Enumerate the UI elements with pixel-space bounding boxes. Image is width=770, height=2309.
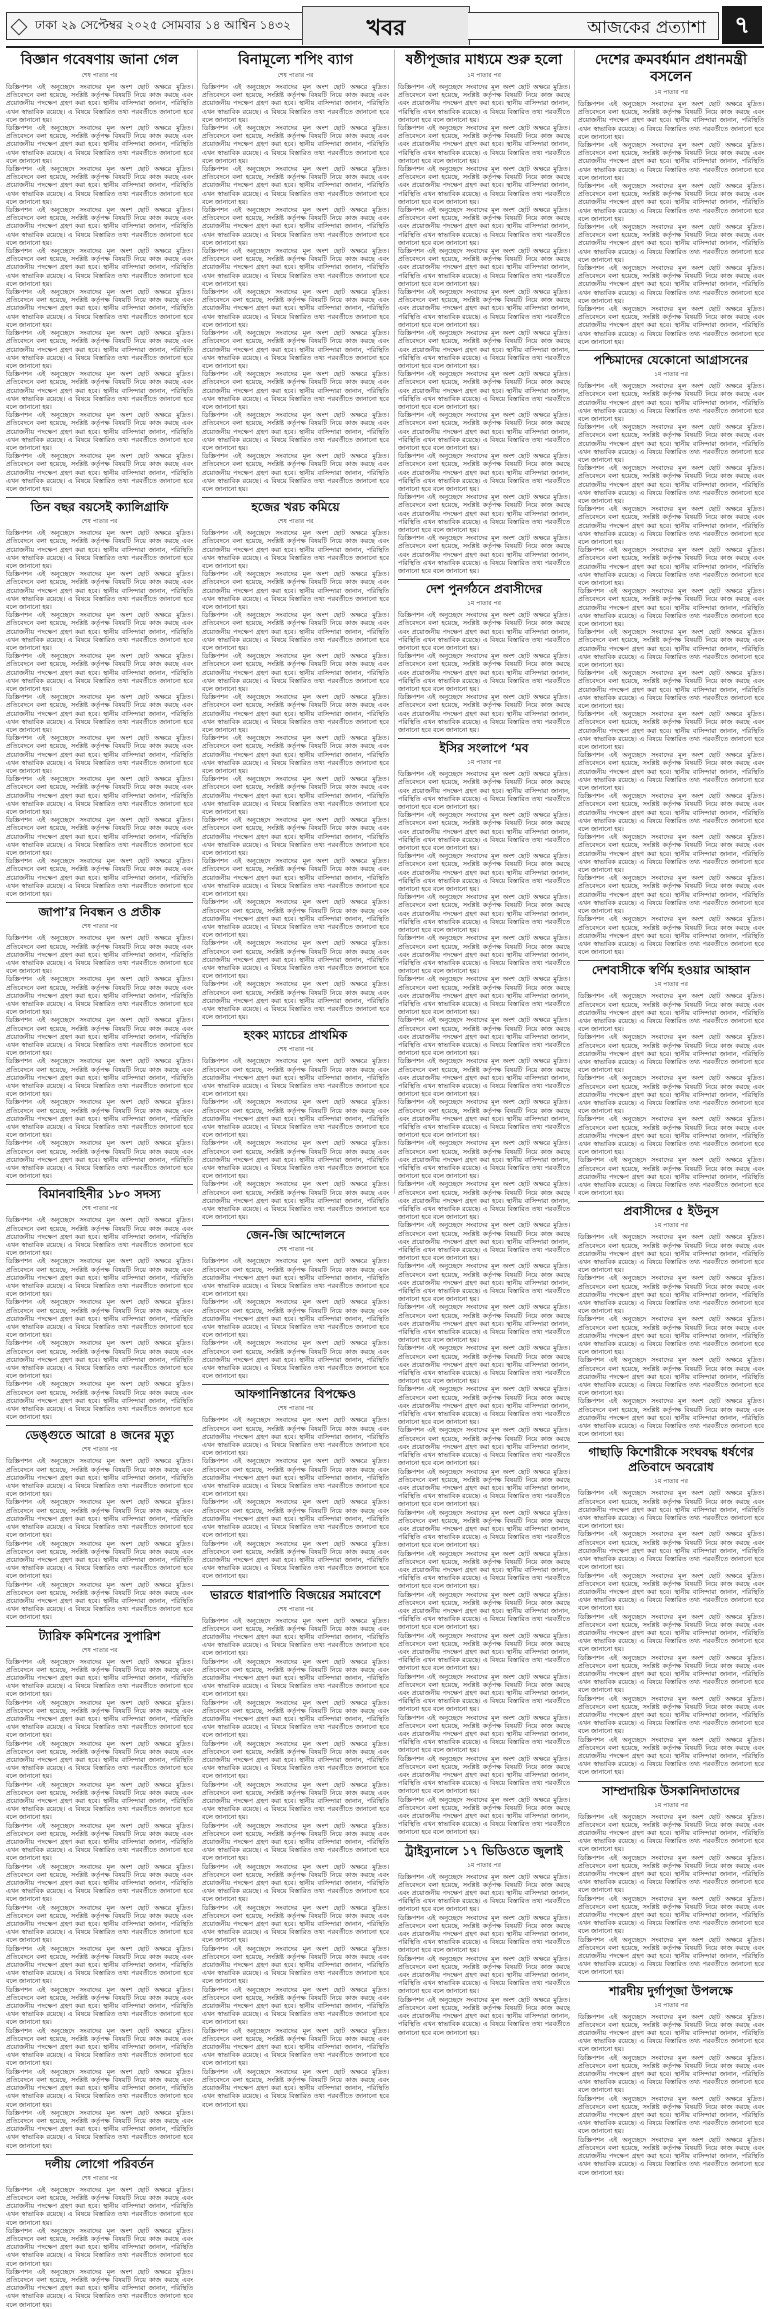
article-body: ডিস্ক্রিপশন এই অনুচ্ছেদে সংবাদের মূল অংশ ছোট অক্ষরে মুদ্রিত। প্রতিবেদনে বলা হয়েছে, সংশ্লিষ্ট কর্তৃপক্ষ বিষয়টি নিয়ে কাজ করছে এবং প্রয়োজনীয় পদক্ষেপ গ্রহণ করা হবে। স্থানীয় বাসিন্দারা জানান, পরিস্থিতি এখন স্বাভাবিক রয়েছে। এ বিষয়ে বিস্তারিত তথ্য পরবর্তীতে জানানো হবে বলে জানানো হয়। — [578, 587, 764, 628]
article-body: ডিস্ক্রিপশন এই অনুচ্ছেদে সংবাদের মূল অংশ ছোট অক্ষরে মুদ্রিত। প্রতিবেদনে বলা হয়েছে, সংশ্লিষ্ট কর্তৃপক্ষ বিষয়টি নিয়ে কাজ করছে এবং প্রয়োজনীয় পদক্ষেপ গ্রহণ করা হবে। স্থানীয় বাসিন্দারা জানান, পরিস্থিতি এখন স্বাভাবিক রয়েছে। এ বিষয়ে বিস্তারিত তথ্য পরবর্তীতে জানানো হবে বলে জানানো হয়। — [202, 1457, 389, 1499]
article-body: ডিস্ক্রিপশন এই অনুচ্ছেদে সংবাদের মূল অংশ ছোট অক্ষরে মুদ্রিত। প্রতিবেদনে বলা হয়েছে, সংশ্লিষ্ট কর্তৃপক্ষ বিষয়টি নিয়ে কাজ করছে এবং প্রয়োজনীয় পদক্ষেপ গ্রহণ করা হবে। স্থানীয় বাসিন্দারা জানান, পরিস্থিতি এখন স্বাভাবিক রয়েছে। এ বিষয়ে বিস্তারিত তথ্য পরবর্তীতে জানানো হবে বলে জানানো হয়। — [578, 2135, 764, 2177]
article-body: ডিস্ক্রিপশন এই অনুচ্ছেদে সংবাদের মূল অংশ ছোট অক্ষরে মুদ্রিত। প্রতিবেদনে বলা হয়েছে, সংশ্লিষ্ট কর্তৃপক্ষ বিষয়টি নিয়ে কাজ করছে এবং প্রয়োজনীয় পদক্ষেপ গ্রহণ করা হবে। স্থানীয় বাসিন্দারা জানান, পরিস্থিতি এখন স্বাভাবিক রয়েছে। এ বিষয়ে বিস্তারিত তথ্য পরবর্তীতে জানানো হবে বলে জানানো হয়। — [578, 669, 764, 711]
article-body: ডিস্ক্রিপশন এই অনুচ্ছেদে সংবাদের মূল অংশ ছোট অক্ষরে মুদ্রিত। প্রতিবেদনে বলা হয়েছে, সংশ্লিষ্ট কর্তৃপক্ষ বিষয়টি নিয়ে কাজ করছে এবং প্রয়োজনীয় পদক্ষেপ গ্রহণ করা হবে। স্থানীয় বাসিন্দারা জানান, পরিস্থিতি এখন স্বাভাবিক রয়েছে। এ বিষয়ে বিস্তারিত তথ্য পরবর্তীতে জানানো হবে বলে জানানো হয়। — [398, 1631, 570, 1673]
continuation-note: শেষ পাতার পর — [277, 1605, 314, 1613]
article-body: ডিস্ক্রিপশন এই অনুচ্ছেদে সংবাদের মূল অংশ ছোট অক্ষরে মুদ্রিত। প্রতিবেদনে বলা হয়েছে, সংশ্লিষ্ট কর্তৃপক্ষ বিষয়টি নিয়ে কাজ করছে এবং প্রয়োজনীয় পদক্ষেপ গ্রহণ করা হবে। স্থানীয় বাসিন্দারা জানান, পরিস্থিতি এখন স্বাভাবিক রয়েছে। এ বিষয়ে বিস্তারিত তথ্য পরবর্তীতে জানানো হবে বলে জানানো হয়। — [202, 1139, 389, 1181]
article-body: ডিস্ক্রিপশন এই অনুচ্ছেদে সংবাদের মূল অংশ ছোট অক্ষরে মুদ্রিত। প্রতিবেদনে বলা হয়েছে, সংশ্লিষ্ট কর্তৃপক্ষ বিষয়টি নিয়ে কাজ করছে এবং প্রয়োজনীয় পদক্ষেপ গ্রহণ করা হবে। স্থানীয় বাসিন্দারা জানান, পরিস্থিতি এখন স্বাভাবিক রয়েছে। এ বিষয়ে বিস্তারিত তথ্য পরবর্তীতে জানানো হবে বলে জানানো হয়। — [398, 1262, 570, 1304]
article-body: ডিস্ক্রিপশন এই অনুচ্ছেদে সংবাদের মূল অংশ ছোট অক্ষরে মুদ্রিত। প্রতিবেদনে বলা হয়েছে, সংশ্লিষ্ট কর্তৃপক্ষ বিষয়টি নিয়ে কাজ করছে এবং প্রয়োজনীয় পদক্ষেপ গ্রহণ করা হবে। স্থানীয় বাসিন্দারা জানান, পরিস্থিতি এখন স্বাভাবিক রয়েছে। এ বিষয়ে বিস্তারিত তথ্য পরবর্তীতে জানানো হবে বলে জানানো হয়। — [6, 1139, 193, 1181]
article-body: ডিস্ক্রিপশন এই অনুচ্ছেদে সংবাদের মূল অংশ ছোট অক্ষরে মুদ্রিত। প্রতিবেদনে বলা হয়েছে, সংশ্লিষ্ট কর্তৃপক্ষ বিষয়টি নিয়ে কাজ করছে এবং প্রয়োজনীয় পদক্ষেপ গ্রহণ করা হবে। স্থানীয় বাসিন্দারা জানান, পরিস্থিতি এখন স্বাভাবিক রয়েছে। এ বিষয়ে বিস্তারিত তথ্য পরবর্তীতে জানানো হবে বলে জানানো হয়। — [578, 1274, 764, 1316]
article-body: ডিস্ক্রিপশন এই অনুচ্ছেদে সংবাদের মূল অংশ ছোট অক্ষরে মুদ্রিত। প্রতিবেদনে বলা হয়েছে, সংশ্লিষ্ট কর্তৃপক্ষ বিষয়টি নিয়ে কাজ করছে এবং প্রয়োজনীয় পদক্ষেপ গ্রহণ করা হবে। স্থানীয় বাসিন্দারা জানান, পরিস্থিতি এখন স্বাভাবিক রয়েছে। এ বিষয়ে বিস্তারিত তথ্য পরবর্তীতে জানানো হবে বলে জানানো হয়। — [398, 1754, 570, 1796]
article — [578, 52, 764, 346]
article-body: ডিস্ক্রিপশন এই অনুচ্ছেদে সংবাদের মূল অংশ ছোট অক্ষরে মুদ্রিত। প্রতিবেদনে বলা হয়েছে, সংশ্লিষ্ট কর্তৃপক্ষ বিষয়টি নিয়ে কাজ করছে এবং প্রয়োজনীয় পদক্ষেপ গ্রহণ করা হবে। স্থানীয় বাসিন্দারা জানান, পরিস্থিতি এখন স্বাভাবিক রয়েছে। এ বিষয়ে বিস্তারিত তথ্য পরবর্তীতে জানানো হবে বলে জানানো হয়। — [578, 1489, 764, 1531]
article-body: ডিস্ক্রিপশন এই অনুচ্ছেদে সংবাদের মূল অংশ ছোট অক্ষরে মুদ্রিত। প্রতিবেদনে বলা হয়েছে, সংশ্লিষ্ট কর্তৃপক্ষ বিষয়টি নিয়ে কাজ করছে এবং প্রয়োজনীয় পদক্ষেপ গ্রহণ করা হবে। স্থানীয় বাসিন্দারা জানান, পরিস্থিতি এখন স্বাভাবিক রয়েছে। এ বিষয়ে বিস্তারিত তথ্য পরবর্তীতে জানানো হবে বলে জানানো হয়। — [398, 206, 570, 247]
continuation-note: শেষ পাতার পর — [81, 2174, 118, 2182]
article-body: ডিস্ক্রিপশন এই অনুচ্ছেদে সংবাদের মূল অংশ ছোট অক্ষরে মুদ্রিত। প্রতিবেদনে বলা হয়েছে, সংশ্লিষ্ট কর্তৃপক্ষ বিষয়টি নিয়ে কাজ করছে এবং প্রয়োজনীয় পদক্ষেপ গ্রহণ করা হবে। স্থানীয় বাসিন্দারা জানান, পরিস্থিতি এখন স্বাভাবিক রয়েছে। এ বিষয়ে বিস্তারিত তথ্য পরবর্তীতে জানানো হবে বলে জানানো হয়। — [398, 1467, 570, 1509]
column-rule — [197, 50, 198, 1194]
article-body: ডিস্ক্রিপশন এই অনুচ্ছেদে সংবাদের মূল অংশ ছোট অক্ষরে মুদ্রিত। প্রতিবেদনে বলা হয়েছে, সংশ্লিষ্ট কর্তৃপক্ষ বিষয়টি নিয়ে কাজ করছে এবং প্রয়োজনীয় পদক্ষেপ গ্রহণ করা হবে। স্থানীয় বাসিন্দারা জানান, পরিস্থিতি এখন স্বাভাবিক রয়েছে। এ বিষয়ে বিস্তারিত তথ্য পরবর্তীতে জানানো হবে বলে জানানো হয়। — [6, 1985, 193, 2027]
article-body: ডিস্ক্রিপশন এই অনুচ্ছেদে সংবাদের মূল অংশ ছোট অক্ষরে মুদ্রিত। প্রতিবেদনে বলা হয়েছে, সংশ্লিষ্ট কর্তৃপক্ষ বিষয়টি নিয়ে কাজ করছে এবং প্রয়োজনীয় পদক্ষেপ গ্রহণ করা হবে। স্থানীয় বাসিন্দারা জানান, পরিস্থিতি এখন স্বাভাবিক রয়েছে। এ বিষয়ে বিস্তারিত তথ্য পরবর্তীতে জানানো হবে বলে জানানো হয়। — [6, 1498, 193, 1540]
article-body: ডিস্ক্রিপশন এই অনুচ্ছেদে সংবাদের মূল অংশ ছোট অক্ষরে মুদ্রিত। প্রতিবেদনে বলা হয়েছে, সংশ্লিষ্ট কর্তৃপক্ষ বিষয়টি নিয়ে কাজ করছে এবং প্রয়োজনীয় পদক্ষেপ গ্রহণ করা হবে। স্থানীয় বাসিন্দারা জানান, পরিস্থিতি এখন স্বাভাবিক রয়েছে। এ বিষয়ে বিস্তারিত তথ্য পরবর্তীতে জানানো হবে বলে জানানো হয়। — [398, 1098, 570, 1140]
article-body: ডিস্ক্রিপশন এই অনুচ্ছেদে সংবাদের মূল অংশ ছোট অক্ষরে মুদ্রিত। প্রতিবেদনে বলা হয়েছে, সংশ্লিষ্ট কর্তৃপক্ষ বিষয়টি নিয়ে কাজ করছে এবং প্রয়োজনীয় পদক্ষেপ গ্রহণ করা হবে। স্থানীয় বাসিন্দারা জানান, পরিস্থিতি এখন স্বাভাবিক রয়েছে। এ বিষয়ে বিস্তারিত তথ্য পরবর্তীতে জানানো হবে বলে জানানো হয়। — [202, 611, 389, 652]
article-body: ডিস্ক্রিপশন এই অনুচ্ছেদে সংবাদের মূল অংশ ছোট অক্ষরে মুদ্রিত। প্রতিবেদনে বলা হয়েছে, সংশ্লিষ্ট কর্তৃপক্ষ বিষয়টি নিয়ে কাজ করছে এবং প্রয়োজনীয় পদক্ষেপ গ্রহণ করা হবে। স্থানীয় বাসিন্দারা জানান, পরিস্থিতি এখন স্বাভাবিক রয়েছে। এ বিষয়ে বিস্তারিত তথ্য পরবর্তীতে জানানো হবে বলে জানানো হয়। — [6, 1698, 193, 1740]
continuation-note: ১ম পাতার পর — [654, 1478, 688, 1486]
article-divider — [398, 579, 570, 580]
article-headline: বিজ্ঞান গবেষণায় জানা গেল — [20, 52, 179, 68]
article-body: ডিস্ক্রিপশন এই অনুচ্ছেদে সংবাদের মূল অংশ ছোট অক্ষরে মুদ্রিত। প্রতিবেদনে বলা হয়েছে, সংশ্লিষ্ট কর্তৃপক্ষ বিষয়টি নিয়ে কাজ করছে এবং প্রয়োজনীয় পদক্ষেপ গ্রহণ করা হবে। স্থানীয় বাসিন্দারা জানান, পরিস্থিতি এখন স্বাভাবিক রয়েছে। এ বিষয়ে বিস্তারিত তথ্য পরবর্তীতে জানানো হবে বলে জানানো হয়। — [6, 857, 193, 899]
article-headline: দলীয় লোগো পরিবর্তন — [45, 2156, 154, 2171]
article-body: ডিস্ক্রিপশন এই অনুচ্ছেদে সংবাদের মূল অংশ ছোট অক্ষরে মুদ্রিত। প্রতিবেদনে বলা হয়েছে, সংশ্লিষ্ট কর্তৃপক্ষ বিষয়টি নিয়ে কাজ করছে এবং প্রয়োজনীয় পদক্ষেপ গ্রহণ করা হবে। স্থানীয় বাসিন্দারা জানান, পরিস্থিতি এখন স্বাভাবিক রয়েছে। এ বিষয়ে বিস্তারিত তথ্য পরবর্তীতে জানানো হবে বলে জানানো হয়। — [578, 992, 764, 1034]
article — [398, 579, 570, 734]
continuation-note: শেষ পাতার পর — [277, 518, 314, 526]
continuation-note: শেষ পাতার পর — [81, 1446, 118, 1454]
article-body: ডিস্ক্রিপশন এই অনুচ্ছেদে সংবাদের মূল অংশ ছোট অক্ষরে মুদ্রিত। প্রতিবেদনে বলা হয়েছে, সংশ্লিষ্ট কর্তৃপক্ষ বিষয়টি নিয়ে কাজ করছে এবং প্রয়োজনীয় পদক্ষেপ গ্রহণ করা হবে। স্থানীয় বাসিন্দারা জানান, পরিস্থিতি এখন স্বাভাবিক রয়েছে। এ বিষয়ে বিস্তারিত তথ্য পরবর্তীতে জানানো হবে বলে জানানো হয়। — [578, 2012, 764, 2054]
continuation-note: ১ম পাতার পর — [467, 72, 501, 79]
article-body: ডিস্ক্রিপশন এই অনুচ্ছেদে সংবাদের মূল অংশ ছোট অক্ষরে মুদ্রিত। প্রতিবেদনে বলা হয়েছে, সংশ্লিষ্ট কর্তৃপক্ষ বিষয়টি নিয়ে কাজ করছে এবং প্রয়োজনীয় পদক্ষেপ গ্রহণ করা হবে। স্থানীয় বাসিন্দারা জানান, পরিস্থিতি এখন স্বাভাবিক রয়েছে। এ বিষয়ে বিস্তারিত তথ্য পরবর্তীতে জানানো হবে বলে জানানো হয়। — [578, 1033, 764, 1075]
article-body: ডিস্ক্রিপশন এই অনুচ্ছেদে সংবাদের মূল অংশ ছোট অক্ষরে মুদ্রিত। প্রতিবেদনে বলা হয়েছে, সংশ্লিষ্ট কর্তৃপক্ষ বিষয়টি নিয়ে কাজ করছে এবং প্রয়োজনীয় পদক্ষেপ গ্রহণ করা হবে। স্থানীয় বাসিন্দারা জানান, পরিস্থিতি এখন স্বাভাবিক রয়েছে। এ বিষয়ে বিস্তারিত তথ্য পরবর্তীতে জানানো হবে বলে জানানো হয়। — [398, 811, 570, 853]
article-body: ডিস্ক্রিপশন এই অনুচ্ছেদে সংবাদের মূল অংশ ছোট অক্ষরে মুদ্রিত। প্রতিবেদনে বলা হয়েছে, সংশ্লিষ্ট কর্তৃপক্ষ বিষয়টি নিয়ে কাজ করছে এবং প্রয়োজনীয় পদক্ষেপ গ্রহণ করা হবে। স্থানীয় বাসিন্দারা জানান, পরিস্থিতি এখন স্বাভাবিক রয়েছে। এ বিষয়ে বিস্তারিত তথ্য পরবর্তীতে জানানো হবে বলে জানানো হয়। — [398, 452, 570, 493]
article-headline: জেন-জি আন্দোলনে — [246, 1228, 345, 1243]
article-body: ডিস্ক্রিপশন এই অনুচ্ছেদে সংবাদের মূল অংশ ছোট অক্ষরে মুদ্রিত। প্রতিবেদনে বলা হয়েছে, সংশ্লিষ্ট কর্তৃপক্ষ বিষয়টি নিয়ে কাজ করছে এবং প্রয়োজনীয় পদক্ষেপ গ্রহণ করা হবে। স্থানীয় বাসিন্দারা জানান, পরিস্থিতি এখন স্বাভাবিক রয়েছে। এ বিষয়ে বিস্তারিত তথ্য পরবর্তীতে জানানো হবে বলে জানানো হয়। — [6, 1657, 193, 1699]
article-body: ডিস্ক্রিপশন এই অনুচ্ছেদে সংবাদের মূল অংশ ছোট অক্ষরে মুদ্রিত। প্রতিবেদনে বলা হয়েছে, সংশ্লিষ্ট কর্তৃপক্ষ বিষয়টি নিয়ে কাজ করছে এবং প্রয়োজনীয় পদক্ষেপ গ্রহণ করা হবে। স্থানীয় বাসিন্দারা জানান, পরিস্থিতি এখন স্বাভাবিক রয়েছে। এ বিষয়ে বিস্তারিত তথ্য পরবর্তীতে জানানো হবে বলে জানানো হয়। — [398, 247, 570, 288]
article-body: ডিস্ক্রিপশন এই অনুচ্ছেদে সংবাদের মূল অংশ ছোট অক্ষরে মুদ্রিত। প্রতিবেদনে বলা হয়েছে, সংশ্লিষ্ট কর্তৃপক্ষ বিষয়টি নিয়ে কাজ করছে এবং প্রয়োজনীয় পদক্ষেপ গ্রহণ করা হবে। স্থানীয় বাসিন্দারা জানান, পরিস্থিতি এখন স্বাভাবিক রয়েছে। এ বিষয়ে বিস্তারিত তথ্য পরবর্তীতে জানানো হবে বলে জানানো হয়। — [202, 1616, 389, 1658]
article-body: ডিস্ক্রিপশন এই অনুচ্ছেদে সংবাদের মূল অংশ ছোট অক্ষরে মুদ্রিত। প্রতিবেদনে বলা হয়েছে, সংশ্লিষ্ট কর্তৃপক্ষ বিষয়টি নিয়ে কাজ করছে এবং প্রয়োজনীয় পদক্ষেপ গ্রহণ করা হবে। স্থানীয় বাসিন্দারা জানান, পরিস্থিতি এখন স্বাভাবিক রয়েছে। এ বিষয়ে বিস্তারিত তথ্য পরবর্তীতে জানানো হবে বলে জানানো হয়। — [6, 247, 193, 288]
article-divider — [202, 497, 389, 498]
article-body: ডিস্ক্রিপশন এই অনুচ্ছেদে সংবাদের মূল অংশ ছোট অক্ষরে মুদ্রিত। প্রতিবেদনে বলা হয়েছে, সংশ্লিষ্ট কর্তৃপক্ষ বিষয়টি নিয়ে কাজ করছে এবং প্রয়োজনীয় পদক্ষেপ গ্রহণ করা হবে। স্থানীয় বাসিন্দারা জানান, পরিস্থিতি এখন স্বাভাবিক রয়েছে। এ বিষয়ে বিস্তারিত তথ্য পরবর্তীতে জানানো হবে বলে জানানো হয়। — [398, 934, 570, 976]
article — [202, 497, 389, 1021]
article-body: ডিস্ক্রিপশন এই অনুচ্ছেদে সংবাদের মূল অংশ ছোট অক্ষরে মুদ্রিত। প্রতিবেদনে বলা হয়েছে, সংশ্লিষ্ট কর্তৃপক্ষ বিষয়টি নিয়ে কাজ করছে এবং প্রয়োজনীয় পদক্ষেপ গ্রহণ করা হবে। স্থানীয় বাসিন্দারা জানান, পরিস্থিতি এখন স্বাভাবিক রয়েছে। এ বিষয়ে বিস্তারিত তথ্য পরবর্তীতে জানানো হবে বলে জানানো হয়। — [202, 980, 389, 1022]
article-body: ডিস্ক্রিপশন এই অনুচ্ছেদে সংবাদের মূল অংশ ছোট অক্ষরে মুদ্রিত। প্রতিবেদনে বলা হয়েছে, সংশ্লিষ্ট কর্তৃপক্ষ বিষয়টি নিয়ে কাজ করছে এবং প্রয়োজনীয় পদক্ষেপ গ্রহণ করা হবে। স্থানীয় বাসিন্দারা জানান, পরিস্থিতি এখন স্বাভাবিক রয়েছে। এ বিষয়ে বিস্তারিত তথ্য পরবর্তীতে জানানো হবে বলে জানানো হয়। — [202, 1903, 389, 1945]
article-body: ডিস্ক্রিপশন এই অনুচ্ছেদে সংবাদের মূল অংশ ছোট অক্ষরে মুদ্রিত। প্রতিবেদনে বলা হয়েছে, সংশ্লিষ্ট কর্তৃপক্ষ বিষয়টি নিয়ে কাজ করছে এবং প্রয়োজনীয় পদক্ষেপ গ্রহণ করা হবে। স্থানীয় বাসিন্দারা জানান, পরিস্থিতি এখন স্বাভাবিক রয়েছে। এ বিষয়ে বিস্তারিত তথ্য পরবর্তীতে জানানো হবে বলে জানানো হয়। — [578, 1894, 764, 1936]
article-body: ডিস্ক্রিপশন এই অনুচ্ছেদে সংবাদের মূল অংশ ছোট অক্ষরে মুদ্রিত। প্রতিবেদনে বলা হয়েছে, সংশ্লিষ্ট কর্তৃপক্ষ বিষয়টি নিয়ে কাজ করছে এবং প্রয়োজনীয় পদক্ষেপ গ্রহণ করা হবে। স্থানীয় বাসিন্দারা জানান, পরিস্থিতি এখন স্বাভাবিক রয়েছে। এ বিষয়ে বিস্তারিত তথ্য পরবর্তীতে জানানো হবে বলে জানানো হয়। — [6, 1944, 193, 1986]
article-body: ডিস্ক্রিপশন এই অনুচ্ছেদে সংবাদের মূল অংশ ছোট অক্ষরে মুদ্রিত। প্রতিবেদনে বলা হয়েছে, সংশ্লিষ্ট কর্তৃপক্ষ বিষয়টি নিয়ে কাজ করছে এবং প্রয়োজনীয় পদক্ষেপ গ্রহণ করা হবে। স্থানীয় বাসিন্দারা জানান, পরিস্থিতি এখন স্বাভাবিক রয়েছে। এ বিষয়ে বিস্তারিত তথ্য পরবর্তীতে জানানো হবে বলে জানানো হয়। — [202, 816, 389, 858]
article-body: ডিস্ক্রিপশন এই অনুচ্ছেদে সংবাদের মূল অংশ ছোট অক্ষরে মুদ্রিত। প্রতিবেদনে বলা হয়েছে, সংশ্লিষ্ট কর্তৃপক্ষ বিষয়টি নিয়ে কাজ করছে এবং প্রয়োজনীয় পদক্ষেপ গ্রহণ করা হবে। স্থানীয় বাসিন্দারা জানান, পরিস্থিতি এখন স্বাভাবিক রয়েছে। এ বিষয়ে বিস্তারিত তথ্য পরবর্তীতে জানানো হবে বলে জানানো হয়। — [6, 934, 193, 976]
article-body: ডিস্ক্রিপশন এই অনুচ্ছেদে সংবাদের মূল অংশ ছোট অক্ষরে মুদ্রিত। প্রতিবেদনে বলা হয়েছে, সংশ্লিষ্ট কর্তৃপক্ষ বিষয়টি নিয়ে কাজ করছে এবং প্রয়োজনীয় পদক্ষেপ গ্রহণ করা হবে। স্থানীয় বাসিন্দারা জানান, পরিস্থিতি এখন স্বাভাবিক রয়েছে। এ বিষয়ে বিস্তারিত তথ্য পরবর্তীতে জানানো হবে বলে জানানো হয়। — [6, 2185, 193, 2227]
article-body: ডিস্ক্রিপশন এই অনুচ্ছেদে সংবাদের মূল অংশ ছোট অক্ষরে মুদ্রিত। প্রতিবেদনে বলা হয়েছে, সংশ্লিষ্ট কর্তৃপক্ষ বিষয়টি নিয়ে কাজ করছে এবং প্রয়োজনীয় পদক্ষেপ গ্রহণ করা হবে। স্থানীয় বাসিন্দারা জানান, পরিস্থিতি এখন স্বাভাবিক রয়েছে। এ বিষয়ে বিস্তারিত তথ্য পরবর্তীতে জানানো হবে বলে জানানো হয়। — [6, 1016, 193, 1058]
article-body: ডিস্ক্রিপশন এই অনুচ্ছেদে সংবাদের মূল অংশ ছোট অক্ষরে মুদ্রিত। প্রতিবেদনে বলা হয়েছে, সংশ্লিষ্ট কর্তৃপক্ষ বিষয়টি নিয়ে কাজ করছে এবং প্রয়োজনীয় পদক্ষেপ গ্রহণ করা হবে। স্থানীয় বাসিন্দারা জানান, পরিস্থিতি এখন স্বাভাবিক রয়েছে। এ বিষয়ে বিস্তারিত তথ্য পরবর্তীতে জানানো হবে বলে জানানো হয়। — [578, 1935, 764, 1977]
article-body: ডিস্ক্রিপশন এই অনুচ্ছেদে সংবাদের মূল অংশ ছোট অক্ষরে মুদ্রিত। প্রতিবেদনে বলা হয়েছে, সংশ্লিষ্ট কর্তৃপক্ষ বিষয়টি নিয়ে কাজ করছে এবং প্রয়োজনীয় পদক্ষেপ গ্রহণ করা হবে। স্থানীয় বাসিন্দারা জানান, পরিস্থিতি এখন স্বাভাবিক রয়েছে। এ বিষয়ে বিস্তারিত তথ্য পরবর্তীতে জানানো হবে বলে জানানো হয়। — [6, 529, 193, 570]
article-body: ডিস্ক্রিপশন এই অনুচ্ছেদে সংবাদের মূল অংশ ছোট অক্ষরে মুদ্রিত। প্রতিবেদনে বলা হয়েছে, সংশ্লিষ্ট কর্তৃপক্ষ বিষয়টি নিয়ে কাজ করছে এবং প্রয়োজনীয় পদক্ষেপ গ্রহণ করা হবে। স্থানীয় বাসিন্দারা জানান, পরিস্থিতি এখন স্বাভাবিক রয়েছে। এ বিষয়ে বিস্তারিত তথ্য পরবর্তীতে জানানো হবে বলে জানানো হয়। — [202, 652, 389, 694]
article-body: ডিস্ক্রিপশন এই অনুচ্ছেদে সংবাদের মূল অংশ ছোট অক্ষরে মুদ্রিত। প্রতিবেদনে বলা হয়েছে, সংশ্লিষ্ট কর্তৃপক্ষ বিষয়টি নিয়ে কাজ করছে এবং প্রয়োজনীয় পদক্ষেপ গ্রহণ করা হবে। স্থানীয় বাসিন্দারা জানান, পরিস্থিতি এখন স্বাভাবিক রয়েছে। এ বিষয়ে বিস্তারিত তথ্য পরবর্তীতে জানানো হবে বলে জানানো হয়। — [6, 1580, 193, 1622]
masthead — [6, 6, 764, 48]
article-body: ডিস্ক্রিপশন এই অনুচ্ছেদে সংবাদের মূল অংশ ছোট অক্ষরে মুদ্রিত। প্রতিবেদনে বলা হয়েছে, সংশ্লিষ্ট কর্তৃপক্ষ বিষয়টি নিয়ে কাজ করছে এবং প্রয়োজনীয় পদক্ষেপ গ্রহণ করা হবে। স্থানীয় বাসিন্দারা জানান, পরিস্থিতি এখন স্বাভাবিক রয়েছে। এ বিষয়ে বিস্তারিত তথ্য পরবর্তীতে জানানো হবে বলে জানানো হয়। — [202, 1257, 389, 1299]
column-1 — [6, 50, 193, 2309]
article-headline: হংকং ম্যাচের প্রাথমিক — [243, 1028, 348, 1043]
continuation-note: শেষ পাতার পর — [277, 1046, 314, 1054]
article-divider — [6, 1425, 193, 1426]
article-body: ডিস্ক্রিপশন এই অনুচ্ছেদে সংবাদের মূল অংশ ছোট অক্ষরে মুদ্রিত। প্রতিবেদনে বলা হয়েছে, সংশ্লিষ্ট কর্তৃপক্ষ বিষয়টি নিয়ে কাজ করছে এবং প্রয়োজনীয় পদক্ষেপ গ্রহণ করা হবে। স্থানীয় বাসিন্দারা জানান, পরিস্থিতি এখন স্বাভাবিক রয়েছে। এ বিষয়ে বিস্তারিত তথ্য পরবর্তীতে জানানো হবে বলে জানানো হয়। — [398, 611, 570, 652]
dateline-bar — [6, 12, 303, 40]
article-body: ডিস্ক্রিপশন এই অনুচ্ছেদে সংবাদের মূল অংশ ছোট অক্ষরে মুদ্রিত। প্রতিবেদনে বলা হয়েছে, সংশ্লিষ্ট কর্তৃপক্ষ বিষয়টি নিয়ে কাজ করছে এবং প্রয়োজনীয় পদক্ষেপ গ্রহণ করা হবে। স্থানীয় বাসিন্দারা জানান, পরিস্থিতি এখন স্বাভাবিক রয়েছে। এ বিষয়ে বিস্তারিত তথ্য পরবর্তীতে জানানো হবে বলে জানানো হয়। — [578, 2053, 764, 2095]
continuation-note: শেষ পাতার পর — [277, 1405, 314, 1413]
article — [202, 1384, 389, 1580]
continuation-note: ১ম পাতার পর — [467, 1861, 501, 1869]
article-body: ডিস্ক্রিপশন এই অনুচ্ছেদে সংবাদের মূল অংশ ছোট অক্ষরে মুদ্রিত। প্রতিবেদনে বলা হয়েছে, সংশ্লিষ্ট কর্তৃপক্ষ বিষয়টি নিয়ে কাজ করছে এবং প্রয়োজনীয় পদক্ষেপ গ্রহণ করা হবে। স্থানীয় বাসিন্দারা জানান, পরিস্থিতি এখন স্বাভাবিক রয়েছে। এ বিষয়ে বিস্তারিত তথ্য পরবর্তীতে জানানো হবে বলে জানানো হয়। — [202, 1821, 389, 1863]
article — [6, 1626, 193, 2150]
article-body: ডিস্ক্রিপশন এই অনুচ্ছেদে সংবাদের মূল অংশ ছোট অক্ষরে মুদ্রিত। প্রতিবেদনে বলা হয়েছে, সংশ্লিষ্ট কর্তৃপক্ষ বিষয়টি নিয়ে কাজ করছে এবং প্রয়োজনীয় পদক্ষেপ গ্রহণ করা হবে। স্থানীয় বাসিন্দারা জানান, পরিস্থিতি এখন স্বাভাবিক রয়েছে। এ বিষয়ে বিস্তারিত তথ্য পরবর্তীতে জানানো হবে বলে জানানো হয়। — [578, 1571, 764, 1613]
continuation-note: ১ম পাতার পর — [654, 1801, 688, 1809]
article-body: ডিস্ক্রিপশন এই অনুচ্ছেদে সংবাদের মূল অংশ ছোট অক্ষরে মুদ্রিত। প্রতিবেদনে বলা হয়েছে, সংশ্লিষ্ট কর্তৃপক্ষ বিষয়টি নিয়ে কাজ করছে এবং প্রয়োজনীয় পদক্ষেপ গ্রহণ করা হবে। স্থানীয় বাসিন্দারা জানান, পরিস্থিতি এখন স্বাভাবিক রয়েছে। এ বিষয়ে বিস্তারিত তথ্য পরবর্তীতে জানানো হবে বলে জানানো হয়। — [578, 792, 764, 834]
article-headline: গাছাড়ি কিশোরীকে সংঘবদ্ধ ধর্ষণের প্রতিবাদে অবরোধ — [588, 1445, 754, 1475]
article-body: ডিস্ক্রিপশন এই অনুচ্ছেদে সংবাদের মূল অংশ ছোট অক্ষরে মুদ্রিত। প্রতিবেদনে বলা হয়েছে, সংশ্লিষ্ট কর্তৃপক্ষ বিষয়টি নিয়ে কাজ করছে এবং প্রয়োজনীয় পদক্ষেপ গ্রহণ করা হবে। স্থানীয় বাসিন্দারা জানান, পরিস্থিতি এখন স্বাভাবিক রয়েছে। এ বিষয়ে বিস্তারিত তথ্য পরবর্তীতে জানানো হবে বলে জানানো হয়। — [578, 382, 764, 423]
article-divider — [578, 1781, 764, 1782]
article-body: ডিস্ক্রিপশন এই অনুচ্ছেদে সংবাদের মূল অংশ ছোট অক্ষরে মুদ্রিত। প্রতিবেদনে বলা হয়েছে, সংশ্লিষ্ট কর্তৃপক্ষ বিষয়টি নিয়ে কাজ করছে এবং প্রয়োজনীয় পদক্ষেপ গ্রহণ করা হবে। স্থানীয় বাসিন্দারা জানান, পরিস্থিতি এখন স্বাভাবিক রয়েছে। এ বিষয়ে বিস্তারিত তথ্য পরবর্তীতে জানানো হবে বলে জানানো হয়। — [202, 1498, 389, 1540]
article-body: ডিস্ক্রিপশন এই অনুচ্ছেদে সংবাদের মূল অংশ ছোট অক্ষরে মুদ্রিত। প্রতিবেদনে বলা হয়েছে, সংশ্লিষ্ট কর্তৃপক্ষ বিষয়টি নিয়ে কাজ করছে এবং প্রয়োজনীয় পদক্ষেপ গ্রহণ করা হবে। স্থানীয় বাসিন্দারা জানান, পরিস্থিতি এখন স্বাভাবিক রয়েছে। এ বিষয়ে বিস্তারিত তথ্য পরবর্তীতে জানানো হবে বলে জানানো হয়। — [578, 1735, 764, 1777]
article-body: ডিস্ক্রিপশন এই অনুচ্ছেদে সংবাদের মূল অংশ ছোট অক্ষরে মুদ্রিত। প্রতিবেদনে বলা হয়েছে, সংশ্লিষ্ট কর্তৃপক্ষ বিষয়টি নিয়ে কাজ করছে এবং প্রয়োজনীয় পদক্ষেপ গ্রহণ করা হবে। স্থানীয় বাসিন্দারা জানান, পরিস্থিতি এখন স্বাভাবিক রয়েছে। এ বিষয়ে বিস্তারিত তথ্য পরবর্তীতে জানানো হবে বলে জানানো হয়। — [202, 1539, 389, 1581]
continuation-note: ১ম পাতার পর — [654, 371, 688, 379]
article-divider — [202, 1025, 389, 1026]
article-headline: তিন বছর বয়সেই ক্যালিগ্রাফি — [30, 500, 169, 515]
article-body: ডিস্ক্রিপশন এই অনুচ্ছেদে সংবাদের মূল অংশ ছোট অক্ষরে মুদ্রিত। প্রতিবেদনে বলা হয়েছে, সংশ্লিষ্ট কর্তৃপক্ষ বিষয়টি নিয়ে কাজ করছে এবং প্রয়োজনীয় পদক্ষেপ গ্রহণ করা হবে। স্থানীয় বাসিন্দারা জানান, পরিস্থিতি এখন স্বাভাবিক রয়েছে। এ বিষয়ে বিস্তারিত তথ্য পরবর্তীতে জানানো হবে বলে জানানো হয়। — [398, 1795, 570, 1837]
article-body: ডিস্ক্রিপশন এই অনুচ্ছেদে সংবাদের মূল অংশ ছোট অক্ষরে মুদ্রিত। প্রতিবেদনে বলা হয়েছে, সংশ্লিষ্ট কর্তৃপক্ষ বিষয়টি নিয়ে কাজ করছে এবং প্রয়োজনীয় পদক্ষেপ গ্রহণ করা হবে। স্থানীয় বাসিন্দারা জানান, পরিস্থিতি এখন স্বাভাবিক রয়েছে। এ বিষয়ে বিস্তারিত তথ্য পরবর্তীতে জানানো হবে বলে জানানো হয়। — [6, 1380, 193, 1422]
article-body: ডিস্ক্রিপশন এই অনুচ্ছেদে সংবাদের মূল অংশ ছোট অক্ষরে মুদ্রিত। প্রতিবেদনে বলা হয়েছে, সংশ্লিষ্ট কর্তৃপক্ষ বিষয়টি নিয়ে কাজ করছে এবং প্রয়োজনীয় পদক্ষেপ গ্রহণ করা হবে। স্থানীয় বাসিন্দারা জানান, পরিস্থিতি এখন স্বাভাবিক রয়েছে। এ বিষয়ে বিস্তারিত তথ্য পরবর্তীতে জানানো হবে বলে জানানো হয়। — [578, 100, 764, 141]
article-body: ডিস্ক্রিপশন এই অনুচ্ছেদে সংবাদের মূল অংশ ছোট অক্ষরে মুদ্রিত। প্রতিবেদনে বলা হয়েছে, সংশ্লিষ্ট কর্তৃপক্ষ বিষয়টি নিয়ে কাজ করছে এবং প্রয়োজনীয় পদক্ষেপ গ্রহণ করা হবে। স্থানীয় বাসিন্দারা জানান, পরিস্থিতি এখন স্বাভাবিক রয়েছে। এ বিষয়ে বিস্তারিত তথ্য পরবর্তীতে জানানো হবে বলে জানানো হয়। — [6, 1098, 193, 1140]
continuation-note: শেষ পাতার পর — [81, 518, 118, 526]
article-headline: ইসির সংলাপে ‘মব — [439, 741, 529, 756]
column-rule — [394, 50, 395, 1194]
article-body: ডিস্ক্রিপশন এই অনুচ্ছেদে সংবাদের মূল অংশ ছোট অক্ষরে মুদ্রিত। প্রতিবেদনে বলা হয়েছে, সংশ্লিষ্ট কর্তৃপক্ষ বিষয়টি নিয়ে কাজ করছে এবং প্রয়োজনীয় পদক্ষেপ গ্রহণ করা হবে। স্থানীয় বাসিন্দারা জানান, পরিস্থিতি এখন স্বাভাবিক রয়েছে। এ বিষয়ে বিস্তারিত তথ্য পরবর্তীতে জানানো হবে বলে জানানো হয়। — [6, 2026, 193, 2068]
article-body: ডিস্ক্রিপশন এই অনুচ্ছেদে সংবাদের মূল অংশ ছোট অক্ষরে মুদ্রিত। প্রতিবেদনে বলা হয়েছে, সংশ্লিষ্ট কর্তৃপক্ষ বিষয়টি নিয়ে কাজ করছে এবং প্রয়োজনীয় পদক্ষেপ গ্রহণ করা হবে। স্থানীয় বাসিন্দারা জানান, পরিস্থিতি এখন স্বাভাবিক রয়েছে। এ বিষয়ে বিস্তারিত তথ্য পরবর্তীতে জানানো হবে বলে জানানো হয়। — [398, 852, 570, 894]
article-divider — [578, 350, 764, 351]
newspaper-name-bar — [468, 12, 719, 40]
article-body: ডিস্ক্রিপশন এই অনুচ্ছেদে সংবাদের মূল অংশ ছোট অক্ষরে মুদ্রিত। প্রতিবেদনে বলা হয়েছে, সংশ্লিষ্ট কর্তৃপক্ষ বিষয়টি নিয়ে কাজ করছে এবং প্রয়োজনীয় পদক্ষেপ গ্রহণ করা হবে। স্থানীয় বাসিন্দারা জানান, পরিস্থিতি এখন স্বাভাবিক রয়েছে। এ বিষয়ে বিস্তারিত তথ্য পরবর্তীতে জানানো হবে বলে জানানো হয়। — [6, 1862, 193, 1904]
article-body: ডিস্ক্রিপশন এই অনুচ্ছেদে সংবাদের মূল অংশ ছোট অক্ষরে মুদ্রিত। প্রতিবেদনে বলা হয়েছে, সংশ্লিষ্ট কর্তৃপক্ষ বিষয়টি নিয়ে কাজ করছে এবং প্রয়োজনীয় পদক্ষেপ গ্রহণ করা হবে। স্থানীয় বাসিন্দারা জানান, পরিস্থিতি এখন স্বাভাবিক রয়েছে। এ বিষয়ে বিস্তারিত তথ্য পরবর্তীতে জানানো হবে বলে জানানো হয়। — [398, 1016, 570, 1058]
section-title: খবর — [366, 16, 406, 41]
article-body: ডিস্ক্রিপশন এই অনুচ্ছেদে সংবাদের মূল অংশ ছোট অক্ষরে মুদ্রিত। প্রতিবেদনে বলা হয়েছে, সংশ্লিষ্ট কর্তৃপক্ষ বিষয়টি নিয়ে কাজ করছে এবং প্রয়োজনীয় পদক্ষেপ গ্রহণ করা হবে। স্থানীয় বাসিন্দারা জানান, পরিস্থিতি এখন স্বাভাবিক রয়েছে। এ বিষয়ে বিস্তারিত তথ্য পরবর্তীতে জানানো হবে বলে জানানো হয়। — [202, 1862, 389, 1904]
article-divider — [6, 1626, 193, 1627]
article — [578, 960, 764, 1197]
article-body: ডিস্ক্রিপশন এই অনুচ্ছেদে সংবাদের মূল অংশ ছোট অক্ষরে মুদ্রিত। প্রতিবেদনে বলা হয়েছে, সংশ্লিষ্ট কর্তৃপক্ষ বিষয়টি নিয়ে কাজ করছে এবং প্রয়োজনীয় পদক্ষেপ গ্রহণ করা হবে। স্থানীয় বাসিন্দারা জানান, পরিস্থিতি এখন স্বাভাবিক রয়েছে। এ বিষয়ে বিস্তারিত তথ্য পরবর্তীতে জানানো হবে বলে জানানো হয়। — [202, 247, 389, 288]
article-body: ডিস্ক্রিপশন এই অনুচ্ছেদে সংবাদের মূল অংশ ছোট অক্ষরে মুদ্রিত। প্রতিবেদনে বলা হয়েছে, সংশ্লিষ্ট কর্তৃপক্ষ বিষয়টি নিয়ে কাজ করছে এবং প্রয়োজনীয় পদক্ষেপ গ্রহণ করা হবে। স্থানীয় বাসিন্দারা জানান, পরিস্থিতি এখন স্বাভাবিক রয়েছে। এ বিষয়ে বিস্তারিত তথ্য পরবর্তীতে জানানো হবে বলে জানানো হয়। — [6, 693, 193, 735]
article-body: ডিস্ক্রিপশন এই অনুচ্ছেদে সংবাদের মূল অংশ ছোট অক্ষরে মুদ্রিত। প্রতিবেদনে বলা হয়েছে, সংশ্লিষ্ট কর্তৃপক্ষ বিষয়টি নিয়ে কাজ করছে এবং প্রয়োজনীয় পদক্ষেপ গ্রহণ করা হবে। স্থানীয় বাসিন্দারা জানান, পরিস্থিতি এখন স্বাভাবিক রয়েছে। এ বিষয়ে বিস্তারিত তথ্য পরবর্তীতে জানানো হবে বলে জানানো হয়। — [578, 1853, 764, 1895]
article-body: ডিস্ক্রিপশন এই অনুচ্ছেদে সংবাদের মূল অংশ ছোট অক্ষরে মুদ্রিত। প্রতিবেদনে বলা হয়েছে, সংশ্লিষ্ট কর্তৃপক্ষ বিষয়টি নিয়ে কাজ করছে এবং প্রয়োজনীয় পদক্ষেপ গ্রহণ করা হবে। স্থানীয় বাসিন্দারা জানান, পরিস্থিতি এখন স্বাভাবিক রয়েছে। এ বিষয়ে বিস্তারিত তথ্য পরবর্তীতে জানানো হবে বলে জানানো হয়। — [6, 1257, 193, 1299]
article-divider — [6, 2154, 193, 2155]
article-body: ডিস্ক্রিপশন এই অনুচ্ছেদে সংবাদের মূল অংশ ছোট অক্ষরে মুদ্রিত। প্রতিবেদনে বলা হয়েছে, সংশ্লিষ্ট কর্তৃপক্ষ বিষয়টি নিয়ে কাজ করছে এবং প্রয়োজনীয় পদক্ষেপ গ্রহণ করা হবে। স্থানীয় বাসিন্দারা জানান, পরিস্থিতি এখন স্বাভাবিক রয়েছে। এ বিষয়ে বিস্তারিত তথ্য পরবর্তীতে জানানো হবে বলে জানানো হয়। — [578, 264, 764, 305]
article-body: ডিস্ক্রিপশন এই অনুচ্ছেদে সংবাদের মূল অংশ ছোট অক্ষরে মুদ্রিত। প্রতিবেদনে বলা হয়েছে, সংশ্লিষ্ট কর্তৃপক্ষ বিষয়টি নিয়ে কাজ করছে এবং প্রয়োজনীয় পদক্ষেপ গ্রহণ করা হবে। স্থানীয় বাসিন্দারা জানান, পরিস্থিতি এখন স্বাভাবিক রয়েছে। এ বিষয়ে বিস্তারিত তথ্য পরবর্তীতে জানানো হবে বলে জানানো হয়। — [398, 1139, 570, 1181]
article-body: ডিস্ক্রিপশন এই অনুচ্ছেদে সংবাদের মূল অংশ ছোট অক্ষরে মুদ্রিত। প্রতিবেদনে বলা হয়েছে, সংশ্লিষ্ট কর্তৃপক্ষ বিষয়টি নিয়ে কাজ করছে এবং প্রয়োজনীয় পদক্ষেপ গ্রহণ করা হবে। স্থানীয় বাসিন্দারা জানান, পরিস্থিতি এখন স্বাভাবিক রয়েছে। এ বিষয়ে বিস্তারিত তথ্য পরবর্তীতে জানানো হবে বলে জানানো হয়। — [202, 411, 389, 452]
article-body: ডিস্ক্রিপশন এই অনুচ্ছেদে সংবাদের মূল অংশ ছোট অক্ষরে মুদ্রিত। প্রতিবেদনে বলা হয়েছে, সংশ্লিষ্ট কর্তৃপক্ষ বিষয়টি নিয়ে কাজ করছে এবং প্রয়োজনীয় পদক্ষেপ গ্রহণ করা হবে। স্থানীয় বাসিন্দারা জানান, পরিস্থিতি এখন স্বাভাবিক রয়েছে। এ বিষয়ে বিস্তারিত তথ্য পরবর্তীতে জানানো হবে বলে জানানো হয়। — [6, 1539, 193, 1581]
article-body: ডিস্ক্রিপশন এই অনুচ্ছেদে সংবাদের মূল অংশ ছোট অক্ষরে মুদ্রিত। প্রতিবেদনে বলা হয়েছে, সংশ্লিষ্ট কর্তৃপক্ষ বিষয়টি নিয়ে কাজ করছে এবং প্রয়োজনীয় পদক্ষেপ গ্রহণ করা হবে। স্থানীয় বাসিন্দারা জানান, পরিস্থিতি এখন স্বাভাবিক রয়েছে। এ বিষয়ে বিস্তারিত তথ্য পরবর্তীতে জানানো হবে বলে জানানো হয়। — [398, 370, 570, 411]
article — [398, 738, 570, 1836]
article-headline: বিনামূল্যে শপিং ব্যাগ — [238, 52, 353, 68]
continuation-note: ১ম পাতার পর — [654, 981, 688, 989]
article — [202, 1225, 389, 1380]
article-body: ডিস্ক্রিপশন এই অনুচ্ছেদে সংবাদের মূল অংশ ছোট অক্ষরে মুদ্রিত। প্রতিবেদনে বলা হয়েছে, সংশ্লিষ্ট কর্তৃপক্ষ বিষয়টি নিয়ে কাজ করছে এবং প্রয়োজনীয় পদক্ষেপ গ্রহণ করা হবে। স্থানীয় বাসিন্দারা জানান, পরিস্থিতি এখন স্বাভাবিক রয়েছে। এ বিষয়ে বিস্তারিত তথ্য পরবর্তীতে জানানো হবে বলে জানানো হয়। — [6, 1821, 193, 1863]
article-divider — [6, 497, 193, 498]
article-body: ডিস্ক্রিপশন এই অনুচ্ছেদে সংবাদের মূল অংশ ছোট অক্ষরে মুদ্রিত। প্রতিবেদনে বলা হয়েছে, সংশ্লিষ্ট কর্তৃপক্ষ বিষয়টি নিয়ে কাজ করছে এবং প্রয়োজনীয় পদক্ষেপ গ্রহণ করা হবে। স্থানীয় বাসিন্দারা জানান, পরিস্থিতি এখন স্বাভাবিক রয়েছে। এ বিষয়ে বিস্তারিত তথ্য পরবর্তীতে জানানো হবে বলে জানানো হয়। — [6, 1216, 193, 1258]
article-body: ডিস্ক্রিপশন এই অনুচ্ছেদে সংবাদের মূল অংশ ছোট অক্ষরে মুদ্রিত। প্রতিবেদনে বলা হয়েছে, সংশ্লিষ্ট কর্তৃপক্ষ বিষয়টি নিয়ে কাজ করছে এবং প্রয়োজনীয় পদক্ষেপ গ্রহণ করা হবে। স্থানীয় বাসিন্দারা জানান, পরিস্থিতি এখন স্বাভাবিক রয়েছে। এ বিষয়ে বিস্তারিত তথ্য পরবর্তীতে জানানো হবে বলে জানানো হয়। — [398, 1508, 570, 1550]
article-body: ডিস্ক্রিপশন এই অনুচ্ছেদে সংবাদের মূল অংশ ছোট অক্ষরে মুদ্রিত। প্রতিবেদনে বলা হয়েছে, সংশ্লিষ্ট কর্তৃপক্ষ বিষয়টি নিয়ে কাজ করছে এবং প্রয়োজনীয় পদক্ষেপ গ্রহণ করা হবে। স্থানীয় বাসিন্দারা জানান, পরিস্থিতি এখন স্বাভাবিক রয়েছে। এ বিষয়ে বিস্তারিত তথ্য পরবর্তীতে জানানো হবে বলে জানানো হয়। — [6, 975, 193, 1017]
article-body: ডিস্ক্রিপশন এই অনুচ্ছেদে সংবাদের মূল অংশ ছোট অক্ষরে মুদ্রিত। প্রতিবেদনে বলা হয়েছে, সংশ্লিষ্ট কর্তৃপক্ষ বিষয়টি নিয়ে কাজ করছে এবং প্রয়োজনীয় পদক্ষেপ গ্রহণ করা হবে। স্থানীয় বাসিন্দারা জানান, পরিস্থিতি এখন স্বাভাবিক রয়েছে। এ বিষয়ে বিস্তারিত তথ্য পরবর্তীতে জানানো হবে বলে জানানো হয়। — [578, 1233, 764, 1275]
article-body: ডিস্ক্রিপশন এই অনুচ্ছেদে সংবাদের মূল অংশ ছোট অক্ষরে মুদ্রিত। প্রতিবেদনে বলা হয়েছে, সংশ্লিষ্ট কর্তৃপক্ষ বিষয়টি নিয়ে কাজ করছে এবং প্রয়োজনীয় পদক্ষেপ গ্রহণ করা হবে। স্থানীয় বাসিন্দারা জানান, পরিস্থিতি এখন স্বাভাবিক রয়েছে। এ বিষয়ে বিস্তারিত তথ্য পরবর্তীতে জানানো হবে বলে জানানো হয়। — [398, 534, 570, 575]
article-divider — [398, 738, 570, 739]
article-headline: আফগানিস্তানের বিপক্ষেও — [234, 1387, 357, 1402]
article-body: ডিস্ক্রিপশন এই অনুচ্ছেদে সংবাদের মূল অংশ ছোট অক্ষরে মুদ্রিত। প্রতিবেদনে বলা হয়েছে, সংশ্লিষ্ট কর্তৃপক্ষ বিষয়টি নিয়ে কাজ করছে এবং প্রয়োজনীয় পদক্ষেপ গ্রহণ করা হবে। স্থানীয় বাসিন্দারা জানান, পরিস্থিতি এখন স্বাভাবিক রয়েছে। এ বিষয়ে বিস্তারিত তথ্য পরবর্তীতে জানানো হবে বলে জানানো হয়। — [202, 288, 389, 329]
section-tab — [302, 6, 470, 45]
article-body: ডিস্ক্রিপশন এই অনুচ্ছেদে সংবাদের মূল অংশ ছোট অক্ষরে মুদ্রিত। প্রতিবেদনে বলা হয়েছে, সংশ্লিষ্ট কর্তৃপক্ষ বিষয়টি নিয়ে কাজ করছে এবং প্রয়োজনীয় পদক্ষেপ গ্রহণ করা হবে। স্থানীয় বাসিন্দারা জানান, পরিস্থিতি এখন স্বাভাবিক রয়েছে। এ বিষয়ে বিস্তারিত তথ্য পরবর্তীতে জানানো হবে বলে জানানো হয়। — [202, 124, 389, 165]
page-number: ৭ — [722, 6, 762, 44]
article-body: ডিস্ক্রিপশন এই অনুচ্ছেদে সংবাদের মূল অংশ ছোট অক্ষরে মুদ্রিত। প্রতিবেদনে বলা হয়েছে, সংশ্লিষ্ট কর্তৃপক্ষ বিষয়টি নিয়ে কাজ করছে এবং প্রয়োজনীয় পদক্ষেপ গ্রহণ করা হবে। স্থানীয় বাসিন্দারা জানান, পরিস্থিতি এখন স্বাভাবিক রয়েছে। এ বিষয়ে বিস্তারিত তথ্য পরবর্তীতে জানানো হবে বলে জানানো হয়। — [6, 1298, 193, 1340]
article-body: ডিস্ক্রিপশন এই অনুচ্ছেদে সংবাদের মূল অংশ ছোট অক্ষরে মুদ্রিত। প্রতিবেদনে বলা হয়েছে, সংশ্লিষ্ট কর্তৃপক্ষ বিষয়টি নিয়ে কাজ করছে এবং প্রয়োজনীয় পদক্ষেপ গ্রহণ করা হবে। স্থানীয় বাসিন্দারা জানান, পরিস্থিতি এখন স্বাভাবিক রয়েছে। এ বিষয়ে বিস্তারিত তথ্য পরবর্তীতে জানানো হবে বলে জানানো হয়। — [578, 1115, 764, 1157]
article-body: ডিস্ক্রিপশন এই অনুচ্ছেদে সংবাদের মূল অংশ ছোট অক্ষরে মুদ্রিত। প্রতিবেদনে বলা হয়েছে, সংশ্লিষ্ট কর্তৃপক্ষ বিষয়টি নিয়ে কাজ করছে এবং প্রয়োজনীয় পদক্ষেপ গ্রহণ করা হবে। স্থানীয় বাসিন্দারা জানান, পরিস্থিতি এখন স্বাভাবিক রয়েছে। এ বিষয়ে বিস্তারিত তথ্য পরবর্তীতে জানানো হবে বলে জানানো হয়। — [398, 1672, 570, 1714]
article-body: ডিস্ক্রিপশন এই অনুচ্ছেদে সংবাদের মূল অংশ ছোট অক্ষরে মুদ্রিত। প্রতিবেদনে বলা হয়েছে, সংশ্লিষ্ট কর্তৃপক্ষ বিষয়টি নিয়ে কাজ করছে এবং প্রয়োজনীয় পদক্ষেপ গ্রহণ করা হবে। স্থানীয় বাসিন্দারা জানান, পরিস্থিতি এখন স্বাভাবিক রয়েছে। এ বিষয়ে বিস্তারিত তথ্য পরবর্তীতে জানানো হবে বলে জানানো হয়। — [578, 1315, 764, 1357]
article-body: ডিস্ক্রিপশন এই অনুচ্ছেদে সংবাদের মূল অংশ ছোট অক্ষরে মুদ্রিত। প্রতিবেদনে বলা হয়েছে, সংশ্লিষ্ট কর্তৃপক্ষ বিষয়টি নিয়ে কাজ করছে এবং প্রয়োজনীয় পদক্ষেপ গ্রহণ করা হবে। স্থানীয় বাসিন্দারা জানান, পরিস্থিতি এখন স্বাভাবিক রয়েছে। এ বিষয়ে বিস্তারিত তথ্য পরবর্তীতে জানানো হবে বলে জানানো হয়। — [202, 857, 389, 899]
article-body: ডিস্ক্রিপশন এই অনুচ্ছেদে সংবাদের মূল অংশ ছোট অক্ষরে মুদ্রিত। প্রতিবেদনে বলা হয়েছে, সংশ্লিষ্ট কর্তৃপক্ষ বিষয়টি নিয়ে কাজ করছে এবং প্রয়োজনীয় পদক্ষেপ গ্রহণ করা হবে। স্থানীয় বাসিন্দারা জানান, পরিস্থিতি এখন স্বাভাবিক রয়েছে। এ বিষয়ে বিস্তারিত তথ্য পরবর্তীতে জানানো হবে বলে জানানো হয়। — [202, 1698, 389, 1740]
article-body: ডিস্ক্রিপশন এই অনুচ্ছেদে সংবাদের মূল অংশ ছোট অক্ষরে মুদ্রিত। প্রতিবেদনে বলা হয়েছে, সংশ্লিষ্ট কর্তৃপক্ষ বিষয়টি নিয়ে কাজ করছে এবং প্রয়োজনীয় পদক্ষেপ গ্রহণ করা হবে। স্থানীয় বাসিন্দারা জানান, পরিস্থিতি এখন স্বাভাবিক রয়েছে। এ বিষয়ে বিস্তারিত তথ্য পরবর্তীতে জানানো হবে বলে জানানো হয়। — [6, 570, 193, 611]
article — [578, 350, 764, 956]
article-body: ডিস্ক্রিপশন এই অনুচ্ছেদে সংবাদের মূল অংশ ছোট অক্ষরে মুদ্রিত। প্রতিবেদনে বলা হয়েছে, সংশ্লিষ্ট কর্তৃপক্ষ বিষয়টি নিয়ে কাজ করছে এবং প্রয়োজনীয় পদক্ষেপ গ্রহণ করা হবে। স্থানীয় বাসিন্দারা জানান, পরিস্থিতি এখন স্বাভাবিক রয়েছে। এ বিষয়ে বিস্তারিত তথ্য পরবর্তীতে জানানো হবে বলে জানানো হয়। — [6, 1339, 193, 1381]
article-body: ডিস্ক্রিপশন এই অনুচ্ছেদে সংবাদের মূল অংশ ছোট অক্ষরে মুদ্রিত। প্রতিবেদনে বলা হয়েছে, সংশ্লিষ্ট কর্তৃপক্ষ বিষয়টি নিয়ে কাজ করছে এবং প্রয়োজনীয় পদক্ষেপ গ্রহণ করা হবে। স্থানীয় বাসিন্দারা জানান, পরিস্থিতি এখন স্বাভাবিক রয়েছে। এ বিষয়ে বিস্তারিত তথ্য পরবর্তীতে জানানো হবে বলে জানানো হয়। — [202, 939, 389, 981]
article-body: ডিস্ক্রিপশন এই অনুচ্ছেদে সংবাদের মূল অংশ ছোট অক্ষরে মুদ্রিত। প্রতিবেদনে বলা হয়েছে, সংশ্লিষ্ট কর্তৃপক্ষ বিষয়টি নিয়ে কাজ করছে এবং প্রয়োজনীয় পদক্ষেপ গ্রহণ করা হবে। স্থানীয় বাসিন্দারা জানান, পরিস্থিতি এখন স্বাভাবিক রয়েছে। এ বিষয়ে বিস্তারিত তথ্য পরবর্তীতে জানানো হবে বলে জানানো হয়। — [398, 693, 570, 735]
article-body: ডিস্ক্রিপশন এই অনুচ্ছেদে সংবাদের মূল অংশ ছোট অক্ষরে মুদ্রিত। প্রতিবেদনে বলা হয়েছে, সংশ্লিষ্ট কর্তৃপক্ষ বিষয়টি নিয়ে কাজ করছে এবং প্রয়োজনীয় পদক্ষেপ গ্রহণ করা হবে। স্থানীয় বাসিন্দারা জানান, পরিস্থিতি এখন স্বাভাবিক রয়েছে। এ বিষয়ে বিস্তারিত তথ্য পরবর্তীতে জানানো হবে বলে জানানো হয়। — [578, 1397, 764, 1439]
article-body: ডিস্ক্রিপশন এই অনুচ্ছেদে সংবাদের মূল অংশ ছোট অক্ষরে মুদ্রিত। প্রতিবেদনে বলা হয়েছে, সংশ্লিষ্ট কর্তৃপক্ষ বিষয়টি নিয়ে কাজ করছে এবং প্রয়োজনীয় পদক্ষেপ গ্রহণ করা হবে। স্থানীয় বাসিন্দারা জানান, পরিস্থিতি এখন স্বাভাবিক রয়েছে। এ বিষয়ে বিস্তারিত তথ্য পরবর্তীতে জানানো হবে বলে জানানো হয়। — [398, 1221, 570, 1263]
article-body: ডিস্ক্রিপশন এই অনুচ্ছেদে সংবাদের মূল অংশ ছোট অক্ষরে মুদ্রিত। প্রতিবেদনে বলা হয়েছে, সংশ্লিষ্ট কর্তৃপক্ষ বিষয়টি নিয়ে কাজ করছে এবং প্রয়োজনীয় পদক্ষেপ গ্রহণ করা হবে। স্থানীয় বাসিন্দারা জানান, পরিস্থিতি এখন স্বাভাবিক রয়েছে। এ বিষয়ে বিস্তারিত তথ্য পরবর্তীতে জানানো হবে বলে জানানো হয়। — [6, 1457, 193, 1499]
column-3 — [398, 50, 570, 2037]
article-body: ডিস্ক্রিপশন এই অনুচ্ছেদে সংবাদের মূল অংশ ছোট অক্ষরে মুদ্রিত। প্রতিবেদনে বলা হয়েছে, সংশ্লিষ্ট কর্তৃপক্ষ বিষয়টি নিয়ে কাজ করছে এবং প্রয়োজনীয় পদক্ষেপ গ্রহণ করা হবে। স্থানীয় বাসিন্দারা জানান, পরিস্থিতি এখন স্বাভাবিক রয়েছে। এ বিষয়ে বিস্তারিত তথ্য পরবর্তীতে জানানো হবে বলে জানানো হয়। — [578, 1612, 764, 1654]
article-body: ডিস্ক্রিপশন এই অনুচ্ছেদে সংবাদের মূল অংশ ছোট অক্ষরে মুদ্রিত। প্রতিবেদনে বলা হয়েছে, সংশ্লিষ্ট কর্তৃপক্ষ বিষয়টি নিয়ে কাজ করছে এবং প্রয়োজনীয় পদক্ষেপ গ্রহণ করা হবে। স্থানীয় বাসিন্দারা জানান, পরিস্থিতি এখন স্বাভাবিক রয়েছে। এ বিষয়ে বিস্তারিত তথ্য পরবর্তীতে জানানো হবে বলে জানানো হয়। — [6, 734, 193, 776]
article-body: ডিস্ক্রিপশন এই অনুচ্ছেদে সংবাদের মূল অংশ ছোট অক্ষরে মুদ্রিত। প্রতিবেদনে বলা হয়েছে, সংশ্লিষ্ট কর্তৃপক্ষ বিষয়টি নিয়ে কাজ করছে এবং প্রয়োজনীয় পদক্ষেপ গ্রহণ করা হবে। স্থানীয় বাসিন্দারা জানান, পরিস্থিতি এখন স্বাভাবিক রয়েছে। এ বিষয়ে বিস্তারিত তথ্য পরবর্তীতে জানানো হবে বলে জানানো হয়। — [202, 2067, 389, 2109]
article-body: ডিস্ক্রিপশন এই অনুচ্ছেদে সংবাদের মূল অংশ ছোট অক্ষরে মুদ্রিত। প্রতিবেদনে বলা হয়েছে, সংশ্লিষ্ট কর্তৃপক্ষ বিষয়টি নিয়ে কাজ করছে এবং প্রয়োজনীয় পদক্ষেপ গ্রহণ করা হবে। স্থানীয় বাসিন্দারা জানান, পরিস্থিতি এখন স্বাভাবিক রয়েছে। এ বিষয়ে বিস্তারিত তথ্য পরবর্তীতে জানানো হবে বলে জানানো হয়। — [578, 751, 764, 793]
article-headline: জাপা’র নিবন্ধন ও প্রতীক — [38, 905, 161, 920]
article — [202, 1025, 389, 1221]
continuation-note: শেষ পাতার পর — [81, 72, 118, 79]
article-body: ডিস্ক্রিপশন এই অনুচ্ছেদে সংবাদের মূল অংশ ছোট অক্ষরে মুদ্রিত। প্রতিবেদনে বলা হয়েছে, সংশ্লিষ্ট কর্তৃপক্ষ বিষয়টি নিয়ে কাজ করছে এবং প্রয়োজনীয় পদক্ষেপ গ্রহণ করা হবে। স্থানীয় বাসিন্দারা জানান, পরিস্থিতি এখন স্বাভাবিক রয়েছে। এ বিষয়ে বিস্তারিত তথ্য পরবর্তীতে জানানো হবে বলে জানানো হয়। — [202, 2026, 389, 2068]
column-2 — [202, 50, 389, 2109]
article-body: ডিস্ক্রিপশন এই অনুচ্ছেদে সংবাদের মূল অংশ ছোট অক্ষরে মুদ্রিত। প্রতিবেদনে বলা হয়েছে, সংশ্লিষ্ট কর্তৃপক্ষ বিষয়টি নিয়ে কাজ করছে এবং প্রয়োজনীয় পদক্ষেপ গ্রহণ করা হবে। স্থানীয় বাসিন্দারা জানান, পরিস্থিতি এখন স্বাভাবিক রয়েছে। এ বিষয়ে বিস্তারিত তথ্য পরবর্তীতে জানানো হবে বলে জানানো হয়। — [578, 1812, 764, 1854]
article-body: ডিস্ক্রিপশন এই অনুচ্ছেদে সংবাদের মূল অংশ ছোট অক্ষরে মুদ্রিত। প্রতিবেদনে বলা হয়েছে, সংশ্লিষ্ট কর্তৃপক্ষ বিষয়টি নিয়ে কাজ করছে এবং প্রয়োজনীয় পদক্ষেপ গ্রহণ করা হবে। স্থানীয় বাসিন্দারা জানান, পরিস্থিতি এখন স্বাভাবিক রয়েছে। এ বিষয়ে বিস্তারিত তথ্য পরবর্তীতে জানানো হবে বলে জানানো হয়। — [6, 2067, 193, 2109]
article-headline: ষষ্ঠীপূজার মাধ্যমে শুরু হলো — [405, 52, 563, 68]
article-body: ডিস্ক্রিপশন এই অনুচ্ছেদে সংবাদের মূল অংশ ছোট অক্ষরে মুদ্রিত। প্রতিবেদনে বলা হয়েছে, সংশ্লিষ্ট কর্তৃপক্ষ বিষয়টি নিয়ে কাজ করছে এবং প্রয়োজনীয় পদক্ষেপ গ্রহণ করা হবে। স্থানীয় বাসিন্দারা জানান, পরিস্থিতি এখন স্বাভাবিক রয়েছে। এ বিষয়ে বিস্তারিত তথ্য পরবর্তীতে জানানো হবে বলে জানানো হয়। — [202, 1057, 389, 1099]
article-body: ডিস্ক্রিপশন এই অনুচ্ছেদে সংবাদের মূল অংশ ছোট অক্ষরে মুদ্রিত। প্রতিবেদনে বলা হয়েছে, সংশ্লিষ্ট কর্তৃপক্ষ বিষয়টি নিয়ে কাজ করছে এবং প্রয়োজনীয় পদক্ষেপ গ্রহণ করা হবে। স্থানীয় বাসিন্দারা জানান, পরিস্থিতি এখন স্বাভাবিক রয়েছে। এ বিষয়ে বিস্তারিত তথ্য পরবর্তীতে জানানো হবে বলে জানানো হয়। — [202, 1180, 389, 1222]
article-body: ডিস্ক্রিপশন এই অনুচ্ছেদে সংবাদের মূল অংশ ছোট অক্ষরে মুদ্রিত। প্রতিবেদনে বলা হয়েছে, সংশ্লিষ্ট কর্তৃপক্ষ বিষয়টি নিয়ে কাজ করছে এবং প্রয়োজনীয় পদক্ষেপ গ্রহণ করা হবে। স্থানীয় বাসিন্দারা জানান, পরিস্থিতি এখন স্বাভাবিক রয়েছে। এ বিষয়ে বিস্তারিত তথ্য পরবর্তীতে জানানো হবে বলে জানানো হয়। — [398, 1872, 570, 1914]
article-divider — [6, 1184, 193, 1185]
article-body: ডিস্ক্রিপশন এই অনুচ্ছেদে সংবাদের মূল অংশ ছোট অক্ষরে মুদ্রিত। প্রতিবেদনে বলা হয়েছে, সংশ্লিষ্ট কর্তৃপক্ষ বিষয়টি নিয়ে কাজ করছে এবং প্রয়োজনীয় পদক্ষেপ গ্রহণ করা হবে। স্থানীয় বাসিন্দারা জানান, পরিস্থিতি এখন স্বাভাবিক রয়েছে। এ বিষয়ে বিস্তারিত তথ্য পরবর্তীতে জানানো হবে বলে জানানো হয়। — [578, 628, 764, 669]
article-body: ডিস্ক্রিপশন এই অনুচ্ছেদে সংবাদের মূল অংশ ছোট অক্ষরে মুদ্রিত। প্রতিবেদনে বলা হয়েছে, সংশ্লিষ্ট কর্তৃপক্ষ বিষয়টি নিয়ে কাজ করছে এবং প্রয়োজনীয় পদক্ষেপ গ্রহণ করা হবে। স্থানীয় বাসিন্দারা জানান, পরিস্থিতি এখন স্বাভাবিক রয়েছে। এ বিষয়ে বিস্তারিত তথ্য পরবর্তীতে জানানো হবে বলে জানানো হয়। — [398, 1303, 570, 1345]
article-body: ডিস্ক্রিপশন এই অনুচ্ছেদে সংবাদের মূল অংশ ছোট অক্ষরে মুদ্রিত। প্রতিবেদনে বলা হয়েছে, সংশ্লিষ্ট কর্তৃপক্ষ বিষয়টি নিয়ে কাজ করছে এবং প্রয়োজনীয় পদক্ষেপ গ্রহণ করা হবে। স্থানীয় বাসিন্দারা জানান, পরিস্থিতি এখন স্বাভাবিক রয়েছে। এ বিষয়ে বিস্তারিত তথ্য পরবর্তীতে জানানো হবে বলে জানানো হয়। — [6, 452, 193, 493]
article — [578, 1201, 764, 1438]
article-body: ডিস্ক্রিপশন এই অনুচ্ছেদে সংবাদের মূল অংশ ছোট অক্ষরে মুদ্রিত। প্রতিবেদনে বলা হয়েছে, সংশ্লিষ্ট কর্তৃপক্ষ বিষয়টি নিয়ে কাজ করছে এবং প্রয়োজনীয় পদক্ষেপ গ্রহণ করা হবে। স্থানীয় বাসিন্দারা জানান, পরিস্থিতি এখন স্বাভাবিক রয়েছে। এ বিষয়ে বিস্তারিত তথ্য পরবর্তীতে জানানো হবে বলে জানানো হয়। — [202, 1985, 389, 2027]
article-body: ডিস্ক্রিপশন এই অনুচ্ছেদে সংবাদের মূল অংশ ছোট অক্ষরে মুদ্রিত। প্রতিবেদনে বলা হয়েছে, সংশ্লিষ্ট কর্তৃপক্ষ বিষয়টি নিয়ে কাজ করছে এবং প্রয়োজনীয় পদক্ষেপ গ্রহণ করা হবে। স্থানীয় বাসিন্দারা জানান, পরিস্থিতি এখন স্বাভাবিক রয়েছে। এ বিষয়ে বিস্তারিত তথ্য পরবর্তীতে জানানো হবে বলে জানানো হয়। — [202, 1944, 389, 1986]
article-body: ডিস্ক্রিপশন এই অনুচ্ছেদে সংবাদের মূল অংশ ছোট অক্ষরে মুদ্রিত। প্রতিবেদনে বলা হয়েছে, সংশ্লিষ্ট কর্তৃপক্ষ বিষয়টি নিয়ে কাজ করছে এবং প্রয়োজনীয় পদক্ষেপ গ্রহণ করা হবে। স্থানীয় বাসিন্দারা জানান, পরিস্থিতি এখন স্বাভাবিক রয়েছে। এ বিষয়ে বিস্তারিত তথ্য পরবর্তীতে জানানো হবে বলে জানানো হয়। — [6, 411, 193, 452]
article-body: ডিস্ক্রিপশন এই অনুচ্ছেদে সংবাদের মূল অংশ ছোট অক্ষরে মুদ্রিত। প্রতিবেদনে বলা হয়েছে, সংশ্লিষ্ট কর্তৃপক্ষ বিষয়টি নিয়ে কাজ করছে এবং প্রয়োজনীয় পদক্ষেপ গ্রহণ করা হবে। স্থানীয় বাসিন্দারা জানান, পরিস্থিতি এখন স্বাভাবিক রয়েছে। এ বিষয়ে বিস্তারিত তথ্য পরবর্তীতে জানানো হবে বলে জানানো হয়। — [398, 1426, 570, 1468]
article-headline: ট্রাইব্যুনালে ১৭ ভিডিওতে জুলাই — [405, 1843, 563, 1858]
article-body: ডিস্ক্রিপশন এই অনুচ্ছেদে সংবাদের মূল অংশ ছোট অক্ষরে মুদ্রিত। প্রতিবেদনে বলা হয়েছে, সংশ্লিষ্ট কর্তৃপক্ষ বিষয়টি নিয়ে কাজ করছে এবং প্রয়োজনীয় পদক্ষেপ গ্রহণ করা হবে। স্থানীয় বাসিন্দারা জানান, পরিস্থিতি এখন স্বাভাবিক রয়েছে। এ বিষয়ে বিস্তারিত তথ্য পরবর্তীতে জানানো হবে বলে জানানো হয়। — [202, 570, 389, 611]
article-divider — [578, 1201, 764, 1202]
article-headline: হজের খরচ কমিয়ে — [251, 500, 340, 515]
article-body: ডিস্ক্রিপশন এই অনুচ্ছেদে সংবাদের মূল অংশ ছোট অক্ষরে মুদ্রিত। প্রতিবেদনে বলা হয়েছে, সংশ্লিষ্ট কর্তৃপক্ষ বিষয়টি নিয়ে কাজ করছে এবং প্রয়োজনীয় পদক্ষেপ গ্রহণ করা হবে। স্থানীয় বাসিন্দারা জানান, পরিস্থিতি এখন স্বাভাবিক রয়েছে। এ বিষয়ে বিস্তারিত তথ্য পরবর্তীতে জানানো হবে বলে জানানো হয়। — [398, 493, 570, 534]
article-body: ডিস্ক্রিপশন এই অনুচ্ছেদে সংবাদের মূল অংশ ছোট অক্ষরে মুদ্রিত। প্রতিবেদনে বলা হয়েছে, সংশ্লিষ্ট কর্তৃপক্ষ বিষয়টি নিয়ে কাজ করছে এবং প্রয়োজনীয় পদক্ষেপ গ্রহণ করা হবে। স্থানীয় বাসিন্দারা জানান, পরিস্থিতি এখন স্বাভাবিক রয়েছে। এ বিষয়ে বিস্তারিত তথ্য পরবর্তীতে জানানো হবে বলে জানানো হয়। — [578, 182, 764, 223]
article-body: ডিস্ক্রিপশন এই অনুচ্ছেদে সংবাদের মূল অংশ ছোট অক্ষরে মুদ্রিত। প্রতিবেদনে বলা হয়েছে, সংশ্লিষ্ট কর্তৃপক্ষ বিষয়টি নিয়ে কাজ করছে এবং প্রয়োজনীয় পদক্ষেপ গ্রহণ করা হবে। স্থানীয় বাসিন্দারা জানান, পরিস্থিতি এখন স্বাভাবিক রয়েছে। এ বিষয়ে বিস্তারিত তথ্য পরবর্তীতে জানানো হবে বলে জানানো হয়। — [398, 1180, 570, 1222]
article-body: ডিস্ক্রিপশন এই অনুচ্ছেদে সংবাদের মূল অংশ ছোট অক্ষরে মুদ্রিত। প্রতিবেদনে বলা হয়েছে, সংশ্লিষ্ট কর্তৃপক্ষ বিষয়টি নিয়ে কাজ করছে এবং প্রয়োজনীয় পদক্ষেপ গ্রহণ করা হবে। স্থানীয় বাসিন্দারা জানান, পরিস্থিতি এখন স্বাভাবিক রয়েছে। এ বিষয়ে বিস্তারিত তথ্য পরবর্তীতে জানানো হবে বলে জানানো হয়। — [578, 833, 764, 875]
dateline: ঢাকা ২৯ সেপ্টেম্বর ২০২৫ সোমবার ১৪ আশ্বিন ১৪৩২ — [35, 18, 291, 32]
article-divider — [202, 1225, 389, 1226]
article-body: ডিস্ক্রিপশন এই অনুচ্ছেদে সংবাদের মূল অংশ ছোট অক্ষরে মুদ্রিত। প্রতিবেদনে বলা হয়েছে, সংশ্লিষ্ট কর্তৃপক্ষ বিষয়টি নিয়ে কাজ করছে এবং প্রয়োজনীয় পদক্ষেপ গ্রহণ করা হবে। স্থানীয় বাসিন্দারা জানান, পরিস্থিতি এখন স্বাভাবিক রয়েছে। এ বিষয়ে বিস্তারিত তথ্য পরবর্তীতে জানানো হবে বলে জানানো হয়। — [202, 165, 389, 206]
article-body: ডিস্ক্রিপশন এই অনুচ্ছেদে সংবাদের মূল অংশ ছোট অক্ষরে মুদ্রিত। প্রতিবেদনে বলা হয়েছে, সংশ্লিষ্ট কর্তৃপক্ষ বিষয়টি নিয়ে কাজ করছে এবং প্রয়োজনীয় পদক্ষেপ গ্রহণ করা হবে। স্থানীয় বাসিন্দারা জানান, পরিস্থিতি এখন স্বাভাবিক রয়েছে। এ বিষয়ে বিস্তারিত তথ্য পরবর্তীতে জানানো হবে বলে জানানো হয়। — [398, 83, 570, 124]
article — [6, 902, 193, 1180]
article-body: ডিস্ক্রিপশন এই অনুচ্ছেদে সংবাদের মূল অংশ ছোট অক্ষরে মুদ্রিত। প্রতিবেদনে বলা হয়েছে, সংশ্লিষ্ট কর্তৃপক্ষ বিষয়টি নিয়ে কাজ করছে এবং প্রয়োজনীয় পদক্ষেপ গ্রহণ করা হবে। স্থানীয় বাসিন্দারা জানান, পরিস্থিতি এখন স্বাভাবিক রয়েছে। এ বিষয়ে বিস্তারিত তথ্য পরবর্তীতে জানানো হবে বলে জানানো হয়। — [6, 83, 193, 124]
article-divider — [578, 1442, 764, 1443]
article-body: ডিস্ক্রিপশন এই অনুচ্ছেদে সংবাদের মূল অংশ ছোট অক্ষরে মুদ্রিত। প্রতিবেদনে বলা হয়েছে, সংশ্লিষ্ট কর্তৃপক্ষ বিষয়টি নিয়ে কাজ করছে এবং প্রয়োজনীয় পদক্ষেপ গ্রহণ করা হবে। স্থানীয় বাসিন্দারা জানান, পরিস্থিতি এখন স্বাভাবিক রয়েছে। এ বিষয়ে বিস্তারিত তথ্য পরবর্তীতে জানানো হবে বলে জানানো হয়। — [6, 1739, 193, 1781]
article — [6, 52, 193, 493]
article-headline: ডেঙ্গুতে আরো ৪ জনের মৃত্যু — [25, 1428, 174, 1443]
article-headline: সাম্প্রদায়িক উসকানিদাতাদের — [602, 1783, 740, 1798]
article-body: ডিস্ক্রিপশন এই অনুচ্ছেদে সংবাদের মূল অংশ ছোট অক্ষরে মুদ্রিত। প্রতিবেদনে বলা হয়েছে, সংশ্লিষ্ট কর্তৃপক্ষ বিষয়টি নিয়ে কাজ করছে এবং প্রয়োজনীয় পদক্ষেপ গ্রহণ করা হবে। স্থানীয় বাসিন্দারা জানান, পরিস্থিতি এখন স্বাভাবিক রয়েছে। এ বিষয়ে বিস্তারিত তথ্য পরবর্তীতে জানানো হবে বলে জানানো হয়। — [202, 206, 389, 247]
article-body: ডিস্ক্রিপশন এই অনুচ্ছেদে সংবাদের মূল অংশ ছোট অক্ষরে মুদ্রিত। প্রতিবেদনে বলা হয়েছে, সংশ্লিষ্ট কর্তৃপক্ষ বিষয়টি নিয়ে কাজ করছে এবং প্রয়োজনীয় পদক্ষেপ গ্রহণ করা হবে। স্থানীয় বাসিন্দারা জানান, পরিস্থিতি এখন স্বাভাবিক রয়েছে। এ বিষয়ে বিস্তারিত তথ্য পরবর্তীতে জানানো হবে বলে জানানো হয়। — [202, 898, 389, 940]
article-body: ডিস্ক্রিপশন এই অনুচ্ছেদে সংবাদের মূল অংশ ছোট অক্ষরে মুদ্রিত। প্রতিবেদনে বলা হয়েছে, সংশ্লিষ্ট কর্তৃপক্ষ বিষয়টি নিয়ে কাজ করছে এবং প্রয়োজনীয় পদক্ষেপ গ্রহণ করা হবে। স্থানীয় বাসিন্দারা জানান, পরিস্থিতি এখন স্বাভাবিক রয়েছে। এ বিষয়ে বিস্তারিত তথ্য পরবর্তীতে জানানো হবে বলে জানানো হয়। — [202, 83, 389, 124]
column-rule — [574, 50, 575, 1194]
article-body: ডিস্ক্রিপশন এই অনুচ্ছেদে সংবাদের মূল অংশ ছোট অক্ষরে মুদ্রিত। প্রতিবেদনে বলা হয়েছে, সংশ্লিষ্ট কর্তৃপক্ষ বিষয়টি নিয়ে কাজ করছে এবং প্রয়োজনীয় পদক্ষেপ গ্রহণ করা হবে। স্থানীয় বাসিন্দারা জানান, পরিস্থিতি এখন স্বাভাবিক রয়েছে। এ বিষয়ে বিস্তারিত তথ্য পরবর্তীতে জানানো হবে বলে জানানো হয়। — [398, 1590, 570, 1632]
article-divider — [578, 960, 764, 961]
article-body: ডিস্ক্রিপশন এই অনুচ্ছেদে সংবাদের মূল অংশ ছোট অক্ষরে মুদ্রিত। প্রতিবেদনে বলা হয়েছে, সংশ্লিষ্ট কর্তৃপক্ষ বিষয়টি নিয়ে কাজ করছে এবং প্রয়োজনীয় পদক্ষেপ গ্রহণ করা হবে। স্থানীয় বাসিন্দারা জানান, পরিস্থিতি এখন স্বাভাবিক রয়েছে। এ বিষয়ে বিস্তারিত তথ্য পরবর্তীতে জানানো হবে বলে জানানো হয়। — [578, 141, 764, 182]
article-body: ডিস্ক্রিপশন এই অনুচ্ছেদে সংবাদের মূল অংশ ছোট অক্ষরে মুদ্রিত। প্রতিবেদনে বলা হয়েছে, সংশ্লিষ্ট কর্তৃপক্ষ বিষয়টি নিয়ে কাজ করছে এবং প্রয়োজনীয় পদক্ষেপ গ্রহণ করা হবে। স্থানীয় বাসিন্দারা জানান, পরিস্থিতি এখন স্বাভাবিক রয়েছে। এ বিষয়ে বিস্তারিত তথ্য পরবর্তীতে জানানো হবে বলে জানানো হয়। — [202, 775, 389, 817]
article-body: ডিস্ক্রিপশন এই অনুচ্ছেদে সংবাদের মূল অংশ ছোট অক্ষরে মুদ্রিত। প্রতিবেদনে বলা হয়েছে, সংশ্লিষ্ট কর্তৃপক্ষ বিষয়টি নিয়ে কাজ করছে এবং প্রয়োজনীয় পদক্ষেপ গ্রহণ করা হবে। স্থানীয় বাসিন্দারা জানান, পরিস্থিতি এখন স্বাভাবিক রয়েছে। এ বিষয়ে বিস্তারিত তথ্য পরবর্তীতে জানানো হবে বলে জানানো হয়। — [202, 452, 389, 493]
article — [6, 497, 193, 898]
continuation-note: ১ম পাতার পর — [654, 1222, 688, 1230]
article-divider — [202, 1585, 389, 1586]
article-body: ডিস্ক্রিপশন এই অনুচ্ছেদে সংবাদের মূল অংশ ছোট অক্ষরে মুদ্রিত। প্রতিবেদনে বলা হয়েছে, সংশ্লিষ্ট কর্তৃপক্ষ বিষয়টি নিয়ে কাজ করছে এবং প্রয়োজনীয় পদক্ষেপ গ্রহণ করা হবে। স্থানীয় বাসিন্দারা জানান, পরিস্থিতি এখন স্বাভাবিক রয়েছে। এ বিষয়ে বিস্তারিত তথ্য পরবর্তীতে জানানো হবে বলে জানানো হয়। — [6, 2108, 193, 2150]
article-divider — [578, 1981, 764, 1982]
diamond-icon — [11, 19, 28, 36]
article-headline: ট্যারিফ কমিশনের সুপারিশ — [38, 1628, 161, 1643]
article-body: ডিস্ক্রিপশন এই অনুচ্ছেদে সংবাদের মূল অংশ ছোট অক্ষরে মুদ্রিত। প্রতিবেদনে বলা হয়েছে, সংশ্লিষ্ট কর্তৃপক্ষ বিষয়টি নিয়ে কাজ করছে এবং প্রয়োজনীয় পদক্ষেপ গ্রহণ করা হবে। স্থানীয় বাসিন্দারা জানান, পরিস্থিতি এখন স্বাভাবিক রয়েছে। এ বিষয়ে বিস্তারিত তথ্য পরবর্তীতে জানানো হবে বলে জানানো হয়। — [398, 652, 570, 694]
article-body: ডিস্ক্রিপশন এই অনুচ্ছেদে সংবাদের মূল অংশ ছোট অক্ষরে মুদ্রিত। প্রতিবেদনে বলা হয়েছে, সংশ্লিষ্ট কর্তৃপক্ষ বিষয়টি নিয়ে কাজ করছে এবং প্রয়োজনীয় পদক্ষেপ গ্রহণ করা হবে। স্থানীয় বাসিন্দারা জানান, পরিস্থিতি এখন স্বাভাবিক রয়েছে। এ বিষয়ে বিস্তারিত তথ্য পরবর্তীতে জানানো হবে বলে জানানো হয়। — [6, 370, 193, 411]
article-body: ডিস্ক্রিপশন এই অনুচ্ছেদে সংবাদের মূল অংশ ছোট অক্ষরে মুদ্রিত। প্রতিবেদনে বলা হয়েছে, সংশ্লিষ্ট কর্তৃপক্ষ বিষয়টি নিয়ে কাজ করছে এবং প্রয়োজনীয় পদক্ষেপ গ্রহণ করা হবে। স্থানীয় বাসিন্দারা জানান, পরিস্থিতি এখন স্বাভাবিক রয়েছে। এ বিষয়ে বিস্তারিত তথ্য পরবর্তীতে জানানো হবে বলে জানানো হয়। — [202, 529, 389, 570]
article-headline: শারদীয় দুর্গাপূজা উপলক্ষে — [609, 1983, 733, 1998]
article-body: ডিস্ক্রিপশন এই অনুচ্ছেদে সংবাদের মূল অংশ ছোট অক্ষরে মুদ্রিত। প্রতিবেদনে বলা হয়েছে, সংশ্লিষ্ট কর্তৃপক্ষ বিষয়টি নিয়ে কাজ করছে এবং প্রয়োজনীয় পদক্ষেপ গ্রহণ করা হবে। স্থানীয় বাসিন্দারা জানান, পরিস্থিতি এখন স্বাভাবিক রয়েছে। এ বিষয়ে বিস্তারিত তথ্য পরবর্তীতে জানানো হবে বলে জানানো হয়। — [202, 329, 389, 370]
article — [202, 52, 389, 493]
article-body: ডিস্ক্রিপশন এই অনুচ্ছেদে সংবাদের মূল অংশ ছোট অক্ষরে মুদ্রিত। প্রতিবেদনে বলা হয়েছে, সংশ্লিষ্ট কর্তৃপক্ষ বিষয়টি নিয়ে কাজ করছে এবং প্রয়োজনীয় পদক্ষেপ গ্রহণ করা হবে। স্থানীয় বাসিন্দারা জানান, পরিস্থিতি এখন স্বাভাবিক রয়েছে। এ বিষয়ে বিস্তারিত তথ্য পরবর্তীতে জানানো হবে বলে জানানো হয়। — [6, 288, 193, 329]
article-body: ডিস্ক্রিপশন এই অনুচ্ছেদে সংবাদের মূল অংশ ছোট অক্ষরে মুদ্রিত। প্রতিবেদনে বলা হয়েছে, সংশ্লিষ্ট কর্তৃপক্ষ বিষয়টি নিয়ে কাজ করছে এবং প্রয়োজনীয় পদক্ষেপ গ্রহণ করা হবে। স্থানীয় বাসিন্দারা জানান, পরিস্থিতি এখন স্বাভাবিক রয়েছে। এ বিষয়ে বিস্তারিত তথ্য পরবর্তীতে জানানো হবে বলে জানানো হয়। — [398, 975, 570, 1017]
article-body: ডিস্ক্রিপশন এই অনুচ্ছেদে সংবাদের মূল অংশ ছোট অক্ষরে মুদ্রিত। প্রতিবেদনে বলা হয়েছে, সংশ্লিষ্ট কর্তৃপক্ষ বিষয়টি নিয়ে কাজ করছে এবং প্রয়োজনীয় পদক্ষেপ গ্রহণ করা হবে। স্থানীয় বাসিন্দারা জানান, পরিস্থিতি এখন স্বাভাবিক রয়েছে। এ বিষয়ে বিস্তারিত তথ্য পরবর্তীতে জানানো হবে বলে জানানো হয়। — [578, 546, 764, 587]
article-body: ডিস্ক্রিপশন এই অনুচ্ছেদে সংবাদের মূল অংশ ছোট অক্ষরে মুদ্রিত। প্রতিবেদনে বলা হয়েছে, সংশ্লিষ্ট কর্তৃপক্ষ বিষয়টি নিয়ে কাজ করছে এবং প্রয়োজনীয় পদক্ষেপ গ্রহণ করা হবে। স্থানীয় বাসিন্দারা জানান, পরিস্থিতি এখন স্বাভাবিক রয়েছে। এ বিষয়ে বিস্তারিত তথ্য পরবর্তীতে জানানো হবে বলে জানানো হয়। — [578, 1694, 764, 1736]
continuation-note: শেষ পাতার পর — [81, 1205, 118, 1213]
article-body: ডিস্ক্রিপশন এই অনুচ্ছেদে সংবাদের মূল অংশ ছোট অক্ষরে মুদ্রিত। প্রতিবেদনে বলা হয়েছে, সংশ্লিষ্ট কর্তৃপক্ষ বিষয়টি নিয়ে কাজ করছে এবং প্রয়োজনীয় পদক্ষেপ গ্রহণ করা হবে। স্থানীয় বাসিন্দারা জানান, পরিস্থিতি এখন স্বাভাবিক রয়েছে। এ বিষয়ে বিস্তারিত তথ্য পরবর্তীতে জানানো হবে বলে জানানো হয়। — [398, 893, 570, 935]
article-body: ডিস্ক্রিপশন এই অনুচ্ছেদে সংবাদের মূল অংশ ছোট অক্ষরে মুদ্রিত। প্রতিবেদনে বলা হয়েছে, সংশ্লিষ্ট কর্তৃপক্ষ বিষয়টি নিয়ে কাজ করছে এবং প্রয়োজনীয় পদক্ষেপ গ্রহণ করা হবে। স্থানীয় বাসিন্দারা জানান, পরিস্থিতি এখন স্বাভাবিক রয়েছে। এ বিষয়ে বিস্তারিত তথ্য পরবর্তীতে জানানো হবে বলে জানানো হয়। — [6, 611, 193, 652]
article-body: ডিস্ক্রিপশন এই অনুচ্ছেদে সংবাদের মূল অংশ ছোট অক্ষরে মুদ্রিত। প্রতিবেদনে বলা হয়েছে, সংশ্লিষ্ট কর্তৃপক্ষ বিষয়টি নিয়ে কাজ করছে এবং প্রয়োজনীয় পদক্ষেপ গ্রহণ করা হবে। স্থানীয় বাসিন্দারা জানান, পরিস্থিতি এখন স্বাভাবিক রয়েছে। এ বিষয়ে বিস্তারিত তথ্য পরবর্তীতে জানানো হবে বলে জানানো হয়। — [578, 223, 764, 264]
article-headline: দেশ পুনর্গঠনে প্রবাসীদের — [425, 582, 543, 597]
article-headline: প্রবাসীদের ৫ ইউনুস — [623, 1204, 719, 1219]
article-body: ডিস্ক্রিপশন এই অনুচ্ছেদে সংবাদের মূল অংশ ছোট অক্ষরে মুদ্রিত। প্রতিবেদনে বলা হয়েছে, সংশ্লিষ্ট কর্তৃপক্ষ বিষয়টি নিয়ে কাজ করছে এবং প্রয়োজনীয় পদক্ষেপ গ্রহণ করা হবে। স্থানীয় বাসিন্দারা জানান, পরিস্থিতি এখন স্বাভাবিক রয়েছে। এ বিষয়ে বিস্তারিত তথ্য পরবর্তীতে জানানো হবে বলে জানানো হয়। — [202, 1739, 389, 1781]
article-divider — [202, 1384, 389, 1385]
article-body: ডিস্ক্রিপশন এই অনুচ্ছেদে সংবাদের মূল অংশ ছোট অক্ষরে মুদ্রিত। প্রতিবেদনে বলা হয়েছে, সংশ্লিষ্ট কর্তৃপক্ষ বিষয়টি নিয়ে কাজ করছে এবং প্রয়োজনীয় পদক্ষেপ গ্রহণ করা হবে। স্থানীয় বাসিন্দারা জানান, পরিস্থিতি এখন স্বাভাবিক রয়েছে। এ বিষয়ে বিস্তারিত তথ্য পরবর্তীতে জানানো হবে বলে জানানো হয়। — [578, 874, 764, 916]
article-body: ডিস্ক্রিপশন এই অনুচ্ছেদে সংবাদের মূল অংশ ছোট অক্ষরে মুদ্রিত। প্রতিবেদনে বলা হয়েছে, সংশ্লিষ্ট কর্তৃপক্ষ বিষয়টি নিয়ে কাজ করছে এবং প্রয়োজনীয় পদক্ষেপ গ্রহণ করা হবে। স্থানীয় বাসিন্দারা জানান, পরিস্থিতি এখন স্বাভাবিক রয়েছে। এ বিষয়ে বিস্তারিত তথ্য পরবর্তীতে জানানো হবে বলে জানানো হয়। — [6, 1903, 193, 1945]
article-body: ডিস্ক্রিপশন এই অনুচ্ছেদে সংবাদের মূল অংশ ছোট অক্ষরে মুদ্রিত। প্রতিবেদনে বলা হয়েছে, সংশ্লিষ্ট কর্তৃপক্ষ বিষয়টি নিয়ে কাজ করছে এবং প্রয়োজনীয় পদক্ষেপ গ্রহণ করা হবে। স্থানীয় বাসিন্দারা জানান, পরিস্থিতি এখন স্বাভাবিক রয়েছে। এ বিষয়ে বিস্তারিত তথ্য পরবর্তীতে জানানো হবে বলে জানানো হয়। — [202, 1657, 389, 1699]
article-body: ডিস্ক্রিপশন এই অনুচ্ছেদে সংবাদের মূল অংশ ছোট অক্ষরে মুদ্রিত। প্রতিবেদনে বলা হয়েছে, সংশ্লিষ্ট কর্তৃপক্ষ বিষয়টি নিয়ে কাজ করছে এবং প্রয়োজনীয় পদক্ষেপ গ্রহণ করা হবে। স্থানীয় বাসিন্দারা জানান, পরিস্থিতি এখন স্বাভাবিক রয়েছে। এ বিষয়ে বিস্তারিত তথ্য পরবর্তীতে জানানো হবে বলে জানানো হয়। — [6, 775, 193, 817]
article-body: ডিস্ক্রিপশন এই অনুচ্ছেদে সংবাদের মূল অংশ ছোট অক্ষরে মুদ্রিত। প্রতিবেদনে বলা হয়েছে, সংশ্লিষ্ট কর্তৃপক্ষ বিষয়টি নিয়ে কাজ করছে এবং প্রয়োজনীয় পদক্ষেপ গ্রহণ করা হবে। স্থানীয় বাসিন্দারা জানান, পরিস্থিতি এখন স্বাভাবিক রয়েছে। এ বিষয়ে বিস্তারিত তথ্য পরবর্তীতে জানানো হবে বলে জানানো হয়। — [398, 165, 570, 206]
newspaper-name: আজকের প্রত্যাশা — [587, 18, 706, 38]
article-body: ডিস্ক্রিপশন এই অনুচ্ছেদে সংবাদের মূল অংশ ছোট অক্ষরে মুদ্রিত। প্রতিবেদনে বলা হয়েছে, সংশ্লিষ্ট কর্তৃপক্ষ বিষয়টি নিয়ে কাজ করছে এবং প্রয়োজনীয় পদক্ষেপ গ্রহণ করা হবে। স্থানীয় বাসিন্দারা জানান, পরিস্থিতি এখন স্বাভাবিক রয়েছে। এ বিষয়ে বিস্তারিত তথ্য পরবর্তীতে জানানো হবে বলে জানানো হয়। — [6, 206, 193, 247]
article-body: ডিস্ক্রিপশন এই অনুচ্ছেদে সংবাদের মূল অংশ ছোট অক্ষরে মুদ্রিত। প্রতিবেদনে বলা হয়েছে, সংশ্লিষ্ট কর্তৃপক্ষ বিষয়টি নিয়ে কাজ করছে এবং প্রয়োজনীয় পদক্ষেপ গ্রহণ করা হবে। স্থানীয় বাসিন্দারা জানান, পরিস্থিতি এখন স্বাভাবিক রয়েছে। এ বিষয়ে বিস্তারিত তথ্য পরবর্তীতে জানানো হবে বলে জানানো হয়। — [398, 288, 570, 329]
article — [578, 1981, 764, 2177]
article-body: ডিস্ক্রিপশন এই অনুচ্ছেদে সংবাদের মূল অংশ ছোট অক্ষরে মুদ্রিত। প্রতিবেদনে বলা হয়েছে, সংশ্লিষ্ট কর্তৃপক্ষ বিষয়টি নিয়ে কাজ করছে এবং প্রয়োজনীয় পদক্ষেপ গ্রহণ করা হবে। স্থানীয় বাসিন্দারা জানান, পরিস্থিতি এখন স্বাভাবিক রয়েছে। এ বিষয়ে বিস্তারিত তথ্য পরবর্তীতে জানানো হবে বলে জানানো হয়। — [6, 124, 193, 165]
article-body: ডিস্ক্রিপশন এই অনুচ্ছেদে সংবাদের মূল অংশ ছোট অক্ষরে মুদ্রিত। প্রতিবেদনে বলা হয়েছে, সংশ্লিষ্ট কর্তৃপক্ষ বিষয়টি নিয়ে কাজ করছে এবং প্রয়োজনীয় পদক্ষেপ গ্রহণ করা হবে। স্থানীয় বাসিন্দারা জানান, পরিস্থিতি এখন স্বাভাবিক রয়েছে। এ বিষয়ে বিস্তারিত তথ্য পরবর্তীতে জানানো হবে বলে জানানো হয়। — [398, 1549, 570, 1591]
article — [6, 2154, 193, 2309]
article-body: ডিস্ক্রিপশন এই অনুচ্ছেদে সংবাদের মূল অংশ ছোট অক্ষরে মুদ্রিত। প্রতিবেদনে বলা হয়েছে, সংশ্লিষ্ট কর্তৃপক্ষ বিষয়টি নিয়ে কাজ করছে এবং প্রয়োজনীয় পদক্ষেপ গ্রহণ করা হবে। স্থানীয় বাসিন্দারা জানান, পরিস্থিতি এখন স্বাভাবিক রয়েছে। এ বিষয়ে বিস্তারিত তথ্য পরবর্তীতে জানানো হবে বলে জানানো হয়। — [6, 816, 193, 858]
article-headline: দেশবাসীকে স্বর্ণিম হওয়ার আহ্বান — [591, 963, 751, 978]
article-body: ডিস্ক্রিপশন এই অনুচ্ছেদে সংবাদের মূল অংশ ছোট অক্ষরে মুদ্রিত। প্রতিবেদনে বলা হয়েছে, সংশ্লিষ্ট কর্তৃপক্ষ বিষয়টি নিয়ে কাজ করছে এবং প্রয়োজনীয় পদক্ষেপ গ্রহণ করা হবে। স্থানীয় বাসিন্দারা জানান, পরিস্থিতি এখন স্বাভাবিক রয়েছে। এ বিষয়ে বিস্তারিত তথ্য পরবর্তীতে জানানো হবে বলে জানানো হয়। — [578, 915, 764, 957]
article — [6, 1184, 193, 1421]
article-body: ডিস্ক্রিপশন এই অনুচ্ছেদে সংবাদের মূল অংশ ছোট অক্ষরে মুদ্রিত। প্রতিবেদনে বলা হয়েছে, সংশ্লিষ্ট কর্তৃপক্ষ বিষয়টি নিয়ে কাজ করছে এবং প্রয়োজনীয় পদক্ষেপ গ্রহণ করা হবে। স্থানীয় বাসিন্দারা জানান, পরিস্থিতি এখন স্বাভাবিক রয়েছে। এ বিষয়ে বিস্তারিত তথ্য পরবর্তীতে জানানো হবে বলে জানানো হয়। — [398, 770, 570, 812]
article-headline: পশ্চিমাদের যেকোনো আগ্রাসনের — [593, 353, 749, 368]
article-body: ডিস্ক্রিপশন এই অনুচ্ছেদে সংবাদের মূল অংশ ছোট অক্ষরে মুদ্রিত। প্রতিবেদনে বলা হয়েছে, সংশ্লিষ্ট কর্তৃপক্ষ বিষয়টি নিয়ে কাজ করছে এবং প্রয়োজনীয় পদক্ষেপ গ্রহণ করা হবে। স্থানীয় বাসিন্দারা জানান, পরিস্থিতি এখন স্বাভাবিক রয়েছে। এ বিষয়ে বিস্তারিত তথ্য পরবর্তীতে জানানো হবে বলে জানানো হয়। — [578, 305, 764, 346]
article-body: ডিস্ক্রিপশন এই অনুচ্ছেদে সংবাদের মূল অংশ ছোট অক্ষরে মুদ্রিত। প্রতিবেদনে বলা হয়েছে, সংশ্লিষ্ট কর্তৃপক্ষ বিষয়টি নিয়ে কাজ করছে এবং প্রয়োজনীয় পদক্ষেপ গ্রহণ করা হবে। স্থানীয় বাসিন্দারা জানান, পরিস্থিতি এখন স্বাভাবিক রয়েছে। এ বিষয়ে বিস্তারিত তথ্য পরবর্তীতে জানানো হবে বলে জানানো হয়। — [398, 1913, 570, 1955]
article-body: ডিস্ক্রিপশন এই অনুচ্ছেদে সংবাদের মূল অংশ ছোট অক্ষরে মুদ্রিত। প্রতিবেদনে বলা হয়েছে, সংশ্লিষ্ট কর্তৃপক্ষ বিষয়টি নিয়ে কাজ করছে এবং প্রয়োজনীয় পদক্ষেপ গ্রহণ করা হবে। স্থানীয় বাসিন্দারা জানান, পরিস্থিতি এখন স্বাভাবিক রয়েছে। এ বিষয়ে বিস্তারিত তথ্য পরবর্তীতে জানানো হবে বলে জানানো হয়। — [578, 1653, 764, 1695]
article — [398, 1841, 570, 2037]
continuation-note: শেষ পাতার পর — [277, 1246, 314, 1254]
continuation-note: ১ম পাতার পর — [467, 759, 501, 767]
article-body: ডিস্ক্রিপশন এই অনুচ্ছেদে সংবাদের মূল অংশ ছোট অক্ষরে মুদ্রিত। প্রতিবেদনে বলা হয়েছে, সংশ্লিষ্ট কর্তৃপক্ষ বিষয়টি নিয়ে কাজ করছে এবং প্রয়োজনীয় পদক্ষেপ গ্রহণ করা হবে। স্থানীয় বাসিন্দারা জানান, পরিস্থিতি এখন স্বাভাবিক রয়েছে। এ বিষয়ে বিস্তারিত তথ্য পরবর্তীতে জানানো হবে বলে জানানো হয়। — [202, 1098, 389, 1140]
article-body: ডিস্ক্রিপশন এই অনুচ্ছেদে সংবাদের মূল অংশ ছোট অক্ষরে মুদ্রিত। প্রতিবেদনে বলা হয়েছে, সংশ্লিষ্ট কর্তৃপক্ষ বিষয়টি নিয়ে কাজ করছে এবং প্রয়োজনীয় পদক্ষেপ গ্রহণ করা হবে। স্থানীয় বাসিন্দারা জানান, পরিস্থিতি এখন স্বাভাবিক রয়েছে। এ বিষয়ে বিস্তারিত তথ্য পরবর্তীতে জানানো হবে বলে জানানো হয়। — [6, 165, 193, 206]
continuation-note: ১ম পাতার পর — [654, 2001, 688, 2009]
article-body: ডিস্ক্রিপশন এই অনুচ্ছেদে সংবাদের মূল অংশ ছোট অক্ষরে মুদ্রিত। প্রতিবেদনে বলা হয়েছে, সংশ্লিষ্ট কর্তৃপক্ষ বিষয়টি নিয়ে কাজ করছে এবং প্রয়োজনীয় পদক্ষেপ গ্রহণ করা হবে। স্থানীয় বাসিন্দারা জানান, পরিস্থিতি এখন স্বাভাবিক রয়েছে। এ বিষয়ে বিস্তারিত তথ্য পরবর্তীতে জানানো হবে বলে জানানো হয়। — [398, 1995, 570, 2037]
article — [202, 1585, 389, 2109]
article-body: ডিস্ক্রিপশন এই অনুচ্ছেদে সংবাদের মূল অংশ ছোট অক্ষরে মুদ্রিত। প্রতিবেদনে বলা হয়েছে, সংশ্লিষ্ট কর্তৃপক্ষ বিষয়টি নিয়ে কাজ করছে এবং প্রয়োজনীয় পদক্ষেপ গ্রহণ করা হবে। স্থানীয় বাসিন্দারা জানান, পরিস্থিতি এখন স্বাভাবিক রয়েছে। এ বিষয়ে বিস্তারিত তথ্য পরবর্তীতে জানানো হবে বলে জানানো হয়। — [398, 1954, 570, 1996]
article-body: ডিস্ক্রিপশন এই অনুচ্ছেদে সংবাদের মূল অংশ ছোট অক্ষরে মুদ্রিত। প্রতিবেদনে বলা হয়েছে, সংশ্লিষ্ট কর্তৃপক্ষ বিষয়টি নিয়ে কাজ করছে এবং প্রয়োজনীয় পদক্ষেপ গ্রহণ করা হবে। স্থানীয় বাসিন্দারা জানান, পরিস্থিতি এখন স্বাভাবিক রয়েছে। এ বিষয়ে বিস্তারিত তথ্য পরবর্তীতে জানানো হবে বলে জানানো হয়। — [202, 693, 389, 735]
article-divider — [398, 1841, 570, 1842]
continuation-note: শেষ পাতার পর — [81, 1646, 118, 1654]
continuation-note: ১ম পাতার পর — [467, 600, 501, 608]
article-body: ডিস্ক্রিপশন এই অনুচ্ছেদে সংবাদের মূল অংশ ছোট অক্ষরে মুদ্রিত। প্রতিবেদনে বলা হয়েছে, সংশ্লিষ্ট কর্তৃপক্ষ বিষয়টি নিয়ে কাজ করছে এবং প্রয়োজনীয় পদক্ষেপ গ্রহণ করা হবে। স্থানীয় বাসিন্দারা জানান, পরিস্থিতি এখন স্বাভাবিক রয়েছে। এ বিষয়ে বিস্তারিত তথ্য পরবর্তীতে জানানো হবে বলে জানানো হয়। — [6, 2267, 193, 2309]
article-body: ডিস্ক্রিপশন এই অনুচ্ছেদে সংবাদের মূল অংশ ছোট অক্ষরে মুদ্রিত। প্রতিবেদনে বলা হয়েছে, সংশ্লিষ্ট কর্তৃপক্ষ বিষয়টি নিয়ে কাজ করছে এবং প্রয়োজনীয় পদক্ষেপ গ্রহণ করা হবে। স্থানীয় বাসিন্দারা জানান, পরিস্থিতি এখন স্বাভাবিক রয়েছে। এ বিষয়ে বিস্তারিত তথ্য পরবর্তীতে জানানো হবে বলে জানানো হয়। — [578, 1356, 764, 1398]
article-body: ডিস্ক্রিপশন এই অনুচ্ছেদে সংবাদের মূল অংশ ছোট অক্ষরে মুদ্রিত। প্রতিবেদনে বলা হয়েছে, সংশ্লিষ্ট কর্তৃপক্ষ বিষয়টি নিয়ে কাজ করছে এবং প্রয়োজনীয় পদক্ষেপ গ্রহণ করা হবে। স্থানীয় বাসিন্দারা জানান, পরিস্থিতি এখন স্বাভাবিক রয়েছে। এ বিষয়ে বিস্তারিত তথ্য পরবর্তীতে জানানো হবে বলে জানানো হয়। — [6, 1780, 193, 1822]
article — [578, 1781, 764, 1977]
article-body: ডিস্ক্রিপশন এই অনুচ্ছেদে সংবাদের মূল অংশ ছোট অক্ষরে মুদ্রিত। প্রতিবেদনে বলা হয়েছে, সংশ্লিষ্ট কর্তৃপক্ষ বিষয়টি নিয়ে কাজ করছে এবং প্রয়োজনীয় পদক্ষেপ গ্রহণ করা হবে। স্থানীয় বাসিন্দারা জানান, পরিস্থিতি এখন স্বাভাবিক রয়েছে। এ বিষয়ে বিস্তারিত তথ্য পরবর্তীতে জানানো হবে বলে জানানো হয়। — [202, 734, 389, 776]
article-headline: ভারতে ধারাপাতি বিজয়ের সমাবেশে — [210, 1587, 381, 1602]
article-body: ডিস্ক্রিপশন এই অনুচ্ছেদে সংবাদের মূল অংশ ছোট অক্ষরে মুদ্রিত। প্রতিবেদনে বলা হয়েছে, সংশ্লিষ্ট কর্তৃপক্ষ বিষয়টি নিয়ে কাজ করছে এবং প্রয়োজনীয় পদক্ষেপ গ্রহণ করা হবে। স্থানীয় বাসিন্দারা জানান, পরিস্থিতি এখন স্বাভাবিক রয়েছে। এ বিষয়ে বিস্তারিত তথ্য পরবর্তীতে জানানো হবে বলে জানানো হয়। — [6, 1057, 193, 1099]
article-body: ডিস্ক্রিপশন এই অনুচ্ছেদে সংবাদের মূল অংশ ছোট অক্ষরে মুদ্রিত। প্রতিবেদনে বলা হয়েছে, সংশ্লিষ্ট কর্তৃপক্ষ বিষয়টি নিয়ে কাজ করছে এবং প্রয়োজনীয় পদক্ষেপ গ্রহণ করা হবে। স্থানীয় বাসিন্দারা জানান, পরিস্থিতি এখন স্বাভাবিক রয়েছে। এ বিষয়ে বিস্তারিত তথ্য পরবর্তীতে জানানো হবে বলে জানানো হয়। — [202, 370, 389, 411]
article-headline: দেশের ক্রমবর্ধমান প্রধানমন্ত্রী বসলেন — [595, 52, 747, 85]
article-body: ডিস্ক্রিপশন এই অনুচ্ছেদে সংবাদের মূল অংশ ছোট অক্ষরে মুদ্রিত। প্রতিবেদনে বলা হয়েছে, সংশ্লিষ্ট কর্তৃপক্ষ বিষয়টি নিয়ে কাজ করছে এবং প্রয়োজনীয় পদক্ষেপ গ্রহণ করা হবে। স্থানীয় বাসিন্দারা জানান, পরিস্থিতি এখন স্বাভাবিক রয়েছে। এ বিষয়ে বিস্তারিত তথ্য পরবর্তীতে জানানো হবে বলে জানানো হয়। — [578, 710, 764, 752]
article-body: ডিস্ক্রিপশন এই অনুচ্ছেদে সংবাদের মূল অংশ ছোট অক্ষরে মুদ্রিত। প্রতিবেদনে বলা হয়েছে, সংশ্লিষ্ট কর্তৃপক্ষ বিষয়টি নিয়ে কাজ করছে এবং প্রয়োজনীয় পদক্ষেপ গ্রহণ করা হবে। স্থানীয় বাসিন্দারা জানান, পরিস্থিতি এখন স্বাভাবিক রয়েছে। এ বিষয়ে বিস্তারিত তথ্য পরবর্তীতে জানানো হবে বলে জানানো হয়। — [202, 1416, 389, 1458]
article-body: ডিস্ক্রিপশন এই অনুচ্ছেদে সংবাদের মূল অংশ ছোট অক্ষরে মুদ্রিত। প্রতিবেদনে বলা হয়েছে, সংশ্লিষ্ট কর্তৃপক্ষ বিষয়টি নিয়ে কাজ করছে এবং প্রয়োজনীয় পদক্ষেপ গ্রহণ করা হবে। স্থানীয় বাসিন্দারা জানান, পরিস্থিতি এখন স্বাভাবিক রয়েছে। এ বিষয়ে বিস্তারিত তথ্য পরবর্তীতে জানানো হবে বলে জানানো হয়। — [398, 1057, 570, 1099]
article-body: ডিস্ক্রিপশন এই অনুচ্ছেদে সংবাদের মূল অংশ ছোট অক্ষরে মুদ্রিত। প্রতিবেদনে বলা হয়েছে, সংশ্লিষ্ট কর্তৃপক্ষ বিষয়টি নিয়ে কাজ করছে এবং প্রয়োজনীয় পদক্ষেপ গ্রহণ করা হবে। স্থানীয় বাসিন্দারা জানান, পরিস্থিতি এখন স্বাভাবিক রয়েছে। এ বিষয়ে বিস্তারিত তথ্য পরবর্তীতে জানানো হবে বলে জানানো হয়। — [578, 1074, 764, 1116]
newspaper-page — [6, 6, 764, 2309]
article-body: ডিস্ক্রিপশন এই অনুচ্ছেদে সংবাদের মূল অংশ ছোট অক্ষরে মুদ্রিত। প্রতিবেদনে বলা হয়েছে, সংশ্লিষ্ট কর্তৃপক্ষ বিষয়টি নিয়ে কাজ করছে এবং প্রয়োজনীয় পদক্ষেপ গ্রহণ করা হবে। স্থানীয় বাসিন্দারা জানান, পরিস্থিতি এখন স্বাভাবিক রয়েছে। এ বিষয়ে বিস্তারিত তথ্য পরবর্তীতে জানানো হবে বলে জানানো হয়। — [398, 329, 570, 370]
article-body: ডিস্ক্রিপশন এই অনুচ্ছেদে সংবাদের মূল অংশ ছোট অক্ষরে মুদ্রিত। প্রতিবেদনে বলা হয়েছে, সংশ্লিষ্ট কর্তৃপক্ষ বিষয়টি নিয়ে কাজ করছে এবং প্রয়োজনীয় পদক্ষেপ গ্রহণ করা হবে। স্থানীয় বাসিন্দারা জানান, পরিস্থিতি এখন স্বাভাবিক রয়েছে। এ বিষয়ে বিস্তারিত তথ্য পরবর্তীতে জানানো হবে বলে জানানো হয়। — [578, 2094, 764, 2136]
article-body: ডিস্ক্রিপশন এই অনুচ্ছেদে সংবাদের মূল অংশ ছোট অক্ষরে মুদ্রিত। প্রতিবেদনে বলা হয়েছে, সংশ্লিষ্ট কর্তৃপক্ষ বিষয়টি নিয়ে কাজ করছে এবং প্রয়োজনীয় পদক্ষেপ গ্রহণ করা হবে। স্থানীয় বাসিন্দারা জানান, পরিস্থিতি এখন স্বাভাবিক রয়েছে। এ বিষয়ে বিস্তারিত তথ্য পরবর্তীতে জানানো হবে বলে জানানো হয়। — [578, 505, 764, 546]
article-body: ডিস্ক্রিপশন এই অনুচ্ছেদে সংবাদের মূল অংশ ছোট অক্ষরে মুদ্রিত। প্রতিবেদনে বলা হয়েছে, সংশ্লিষ্ট কর্তৃপক্ষ বিষয়টি নিয়ে কাজ করছে এবং প্রয়োজনীয় পদক্ষেপ গ্রহণ করা হবে। স্থানীয় বাসিন্দারা জানান, পরিস্থিতি এখন স্বাভাবিক রয়েছে। এ বিষয়ে বিস্তারিত তথ্য পরবর্তীতে জানানো হবে বলে জানানো হয়। — [398, 124, 570, 165]
article — [578, 1442, 764, 1776]
article-body: ডিস্ক্রিপশন এই অনুচ্ছেদে সংবাদের মূল অংশ ছোট অক্ষরে মুদ্রিত। প্রতিবেদনে বলা হয়েছে, সংশ্লিষ্ট কর্তৃপক্ষ বিষয়টি নিয়ে কাজ করছে এবং প্রয়োজনীয় পদক্ষেপ গ্রহণ করা হবে। স্থানীয় বাসিন্দারা জানান, পরিস্থিতি এখন স্বাভাবিক রয়েছে। এ বিষয়ে বিস্তারিত তথ্য পরবর্তীতে জানানো হবে বলে জানানো হয়। — [202, 1298, 389, 1340]
article-body: ডিস্ক্রিপশন এই অনুচ্ছেদে সংবাদের মূল অংশ ছোট অক্ষরে মুদ্রিত। প্রতিবেদনে বলা হয়েছে, সংশ্লিষ্ট কর্তৃপক্ষ বিষয়টি নিয়ে কাজ করছে এবং প্রয়োজনীয় পদক্ষেপ গ্রহণ করা হবে। স্থানীয় বাসিন্দারা জানান, পরিস্থিতি এখন স্বাভাবিক রয়েছে। এ বিষয়ে বিস্তারিত তথ্য পরবর্তীতে জানানো হবে বলে জানানো হয়। — [398, 411, 570, 452]
article-body: ডিস্ক্রিপশন এই অনুচ্ছেদে সংবাদের মূল অংশ ছোট অক্ষরে মুদ্রিত। প্রতিবেদনে বলা হয়েছে, সংশ্লিষ্ট কর্তৃপক্ষ বিষয়টি নিয়ে কাজ করছে এবং প্রয়োজনীয় পদক্ষেপ গ্রহণ করা হবে। স্থানীয় বাসিন্দারা জানান, পরিস্থিতি এখন স্বাভাবিক রয়েছে। এ বিষয়ে বিস্তারিত তথ্য পরবর্তীতে জানানো হবে বলে জানানো হয়। — [578, 464, 764, 505]
article-body: ডিস্ক্রিপশন এই অনুচ্ছেদে সংবাদের মূল অংশ ছোট অক্ষরে মুদ্রিত। প্রতিবেদনে বলা হয়েছে, সংশ্লিষ্ট কর্তৃপক্ষ বিষয়টি নিয়ে কাজ করছে এবং প্রয়োজনীয় পদক্ষেপ গ্রহণ করা হবে। স্থানীয় বাসিন্দারা জানান, পরিস্থিতি এখন স্বাভাবিক রয়েছে। এ বিষয়ে বিস্তারিত তথ্য পরবর্তীতে জানানো হবে বলে জানানো হয়। — [578, 1156, 764, 1198]
article-body: ডিস্ক্রিপশন এই অনুচ্ছেদে সংবাদের মূল অংশ ছোট অক্ষরে মুদ্রিত। প্রতিবেদনে বলা হয়েছে, সংশ্লিষ্ট কর্তৃপক্ষ বিষয়টি নিয়ে কাজ করছে এবং প্রয়োজনীয় পদক্ষেপ গ্রহণ করা হবে। স্থানীয় বাসিন্দারা জানান, পরিস্থিতি এখন স্বাভাবিক রয়েছে। এ বিষয়ে বিস্তারিত তথ্য পরবর্তীতে জানানো হবে বলে জানানো হয়। — [578, 1530, 764, 1572]
continuation-note: ১ম পাতার পর — [654, 89, 688, 96]
article-body: ডিস্ক্রিপশন এই অনুচ্ছেদে সংবাদের মূল অংশ ছোট অক্ষরে মুদ্রিত। প্রতিবেদনে বলা হয়েছে, সংশ্লিষ্ট কর্তৃপক্ষ বিষয়টি নিয়ে কাজ করছে এবং প্রয়োজনীয় পদক্ষেপ গ্রহণ করা হবে। স্থানীয় বাসিন্দারা জানান, পরিস্থিতি এখন স্বাভাবিক রয়েছে। এ বিষয়ে বিস্তারিত তথ্য পরবর্তীতে জানানো হবে বলে জানানো হয়। — [6, 329, 193, 370]
article-body: ডিস্ক্রিপশন এই অনুচ্ছেদে সংবাদের মূল অংশ ছোট অক্ষরে মুদ্রিত। প্রতিবেদনে বলা হয়েছে, সংশ্লিষ্ট কর্তৃপক্ষ বিষয়টি নিয়ে কাজ করছে এবং প্রয়োজনীয় পদক্ষেপ গ্রহণ করা হবে। স্থানীয় বাসিন্দারা জানান, পরিস্থিতি এখন স্বাভাবিক রয়েছে। এ বিষয়ে বিস্তারিত তথ্য পরবর্তীতে জানানো হবে বলে জানানো হয়। — [578, 423, 764, 464]
article — [398, 52, 570, 575]
article-body: ডিস্ক্রিপশন এই অনুচ্ছেদে সংবাদের মূল অংশ ছোট অক্ষরে মুদ্রিত। প্রতিবেদনে বলা হয়েছে, সংশ্লিষ্ট কর্তৃপক্ষ বিষয়টি নিয়ে কাজ করছে এবং প্রয়োজনীয় পদক্ষেপ গ্রহণ করা হবে। স্থানীয় বাসিন্দারা জানান, পরিস্থিতি এখন স্বাভাবিক রয়েছে। এ বিষয়ে বিস্তারিত তথ্য পরবর্তীতে জানানো হবে বলে জানানো হয়। — [202, 1780, 389, 1822]
column-4 — [578, 50, 764, 2177]
article-body: ডিস্ক্রিপশন এই অনুচ্ছেদে সংবাদের মূল অংশ ছোট অক্ষরে মুদ্রিত। প্রতিবেদনে বলা হয়েছে, সংশ্লিষ্ট কর্তৃপক্ষ বিষয়টি নিয়ে কাজ করছে এবং প্রয়োজনীয় পদক্ষেপ গ্রহণ করা হবে। স্থানীয় বাসিন্দারা জানান, পরিস্থিতি এখন স্বাভাবিক রয়েছে। এ বিষয়ে বিস্তারিত তথ্য পরবর্তীতে জানানো হবে বলে জানানো হয়। — [398, 1385, 570, 1427]
article-body: ডিস্ক্রিপশন এই অনুচ্ছেদে সংবাদের মূল অংশ ছোট অক্ষরে মুদ্রিত। প্রতিবেদনে বলা হয়েছে, সংশ্লিষ্ট কর্তৃপক্ষ বিষয়টি নিয়ে কাজ করছে এবং প্রয়োজনীয় পদক্ষেপ গ্রহণ করা হবে। স্থানীয় বাসিন্দারা জানান, পরিস্থিতি এখন স্বাভাবিক রয়েছে। এ বিষয়ে বিস্তারিত তথ্য পরবর্তীতে জানানো হবে বলে জানানো হয়। — [6, 652, 193, 694]
article-body: ডিস্ক্রিপশন এই অনুচ্ছেদে সংবাদের মূল অংশ ছোট অক্ষরে মুদ্রিত। প্রতিবেদনে বলা হয়েছে, সংশ্লিষ্ট কর্তৃপক্ষ বিষয়টি নিয়ে কাজ করছে এবং প্রয়োজনীয় পদক্ষেপ গ্রহণ করা হবে। স্থানীয় বাসিন্দারা জানান, পরিস্থিতি এখন স্বাভাবিক রয়েছে। এ বিষয়ে বিস্তারিত তথ্য পরবর্তীতে জানানো হবে বলে জানানো হয়। — [6, 2226, 193, 2268]
continuation-note: শেষ পাতার পর — [81, 923, 118, 931]
article-body: ডিস্ক্রিপশন এই অনুচ্ছেদে সংবাদের মূল অংশ ছোট অক্ষরে মুদ্রিত। প্রতিবেদনে বলা হয়েছে, সংশ্লিষ্ট কর্তৃপক্ষ বিষয়টি নিয়ে কাজ করছে এবং প্রয়োজনীয় পদক্ষেপ গ্রহণ করা হবে। স্থানীয় বাসিন্দারা জানান, পরিস্থিতি এখন স্বাভাবিক রয়েছে। এ বিষয়ে বিস্তারিত তথ্য পরবর্তীতে জানানো হবে বলে জানানো হয়। — [202, 1339, 389, 1381]
article-headline: বিমানবাহিনীর ১৮০ সদস্য — [38, 1187, 161, 1202]
article-body: ডিস্ক্রিপশন এই অনুচ্ছেদে সংবাদের মূল অংশ ছোট অক্ষরে মুদ্রিত। প্রতিবেদনে বলা হয়েছে, সংশ্লিষ্ট কর্তৃপক্ষ বিষয়টি নিয়ে কাজ করছে এবং প্রয়োজনীয় পদক্ষেপ গ্রহণ করা হবে। স্থানীয় বাসিন্দারা জানান, পরিস্থিতি এখন স্বাভাবিক রয়েছে। এ বিষয়ে বিস্তারিত তথ্য পরবর্তীতে জানানো হবে বলে জানানো হয়। — [398, 1713, 570, 1755]
article — [6, 1425, 193, 1621]
article-body: ডিস্ক্রিপশন এই অনুচ্ছেদে সংবাদের মূল অংশ ছোট অক্ষরে মুদ্রিত। প্রতিবেদনে বলা হয়েছে, সংশ্লিষ্ট কর্তৃপক্ষ বিষয়টি নিয়ে কাজ করছে এবং প্রয়োজনীয় পদক্ষেপ গ্রহণ করা হবে। স্থানীয় বাসিন্দারা জানান, পরিস্থিতি এখন স্বাভাবিক রয়েছে। এ বিষয়ে বিস্তারিত তথ্য পরবর্তীতে জানানো হবে বলে জানানো হয়। — [398, 1344, 570, 1386]
continuation-note: শেষ পাতার পর — [277, 72, 314, 79]
article-divider — [6, 902, 193, 903]
